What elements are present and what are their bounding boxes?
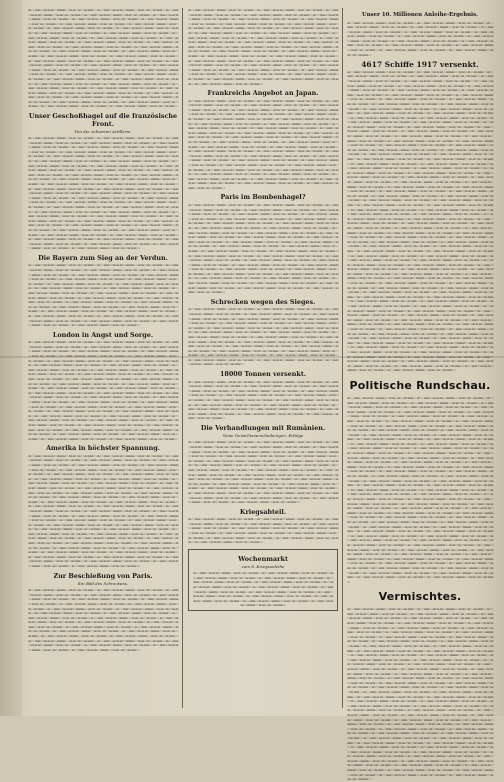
body-text: ▬ ▭ ▬▬ ▭▬ ▬ ▬▭ ▬▬▬ ▭ ▬ ▬▭▬ ▭▬ ▬▬ ▭ ▬ ▭ ▬▬ ▭▬ ▬ ▬▭ ▬▬▬ ▭ ▬ ▬▭▬ ▭▬ ▬▬ ▭ ▬ ▭ ▬▬ ▭▬ ▬ ▬▭ ▬▬▬ ▭ ▬ ▬▭▬ ▭▬ ▬▬ ▭ ▬ ▭ ▬▬ ▭▬ ▬ ▬▭ ▬▬▬ ▭ ▬ ▬▭▬ ▭▬ ▬▬ ▭ ▬ ▭ ▬▬ ▭▬ ▬ ▬▭ ▬▬▬ ▭ ▬ ▬▭▬ ▭▬ ▬▬ ▭ ▬ ▭ ▬▬ ▭▬ ▬ ▬▭ ▬▬▬ ▭ ▬ ▬▭▬ ▭▬ ▬▬ ▭ ▬ ▭ ▬▬ ▭▬ ▬ ▬▭ ▬▬▬ ▭ ▬ ▬▭▬ ▭▬ ▬▬ ▭ ▬ ▭ ▬▬ ▭▬ ▬ ▬▭ ▬▬▬ ▭ ▬ ▬▭▬ ▭▬ ▬▬ ▭ ▬ ▭ ▬▬ ▭▬ ▬ ▬▭ ▬▬▬ ▭ ▬ ▬▭▬ ▭▬ ▬▬ ▭ ▬ ▭ ▬▬ ▭▬ ▬ ▬▭ ▬▬▬ ▭ ▬ ▬▭▬ ▭▬ ▬▬ ▭ ▬ ▭ ▬▬ ▭▬ ▬ ▬▭ ▬▬▬ ▭ ▬ ▬▭▬ ▭▬ ▬▬ ▭ ▬ ▭ ▬▬ ▭▬ ▬ ▬▭ ▬▬▬ ▭ ▬ ▬▭▬ ▭▬ ▬▬ ▭ ▬ ▭ ▬▬ ▭▬ ▬ ▬▭ ▬▬▬ ▭ ▬ ▬▭▬ ▭▬ ▬▬ ▭ ▬ ▭ ▬▬ ▭▬ ▬ ▬▭ ▬▬▬ ▭ ▬ ▬▭▬ ▭▬ ▬▬ ▭ ▬ ▭ ▬▬ ▭▬ ▬ ▬▭ ▬▬▬ ▭ ▬ ▬▭▬ ▭▬ ▬▬ ▭ ▬ ▭ ▬▬ ▭▬ ▬ ▬▭ ▬▬▬ ▭ ▬ ▬▭▬ ▭▬ ▬▬ ▭ ▬ ▭ ▬▬ ▭▬ ▬ ▬▭ ▬▬▬ ▭ ▬ ▬▭▬ ▭▬ ▬▬ ▭ ▬ ▭ ▬▬ ▭▬ ▬ ▬▭ ▬▬▬ ▭ ▬ ▬▭▬ ▭▬ ▬▬ ▭ ▬ ▭ ▬▬ ▭▬ ▬ ▬▭ ▬▬▬ ▭ ▬ ▬▭▬ ▭▬ ▬▬ ▭ ▬ ▭ ▬▬ ▭▬ ▬ ▬▭ ▬▬▬ ▭ ▬ ▬▭▬ ▭▬ ▬▬ ▭ ▬ ▭ ▬▬ ▭▬ ▬ ▬▭ ▬▬▬ ▭ ▬ ▬▭▬ ▭▬ ▬▬ ▭ ▬ ▭ ▬▬ ▭▬ ▬ ▬▭ ▬▬▬ ▭ ▬ ▬▭▬ ▭▬ ▬▬ ▭ ▬ ▭ ▬▬ ▭▬ ▬ ▬▭ ▬▬▬ ▭ ▬ ▬▭▬ ▭▬ ▬▬ ▭ ▬ ▭ ▬▬ ▭▬ ▬ ▬▭ ▬▬▬ ▭ ▬ ▬▭▬ ▭▬ ▬▬ ▭ ▬ ▭ ▬▬ ▭▬ ▬ ▬▭ ▬▬▬ ▭ ▬ ▬▭▬ ▭▬ ▬▬ ▭ ▬ ▭ ▬▬ ▭▬ ▬ ▬▭ ▬▬▬ ▭ ▬ ▬▭▬ ▭▬ ▬▬ ▭ ▬ ▭ ▬▬ ▭▬ ▬ ▬▭ ▬▬▬ ▭ ▬ ▬▭▬ ▭▬ ▬▬ ▭ ▬ ▭ ▬▬ ▭▬ ▬ ▬▭ ▬▬▬ ▭ ▬ ▬▭▬ ▭▬ ▬▬ ▭ ▬ ▭ ▬▬ ▭▬ ▬ ▬▭ ▬▬▬ ▭ ▬ ▬▭▬ ▭▬ ▬▬ ▭ ▬ ▭ ▬▬ ▭▬ ▬ ▬▭ ▬▬▬ ▭ ▬ ▬▭▬ ▭▬ ▬▬ ▭ ▬ ▭ ▬▬ ▭▬ ▬ ▬▭ ▬▬▬ ▭ ▬ ▬▭▬ ▭▬ ▬▬ ▭ ▬ ▭ ▬▬ ▭▬ ▬ ▬▭ ▬▬▬ ▭ ▬ ▬▭▬ ▭▬ ▬▬ ▭ ▬ ▭ ▬▬ ▭▬ ▬ ▬▭ ▬▬▬ ▭ ▬ ▬▭▬ ▭▬ ▬▬ ▭ ▬ ▭ ▬▬ ▭▬ ▬ ▬▭ ▬▬▬ ▭ ▬ ▬▭▬ ▭▬ ▬▬ ▭ ▬ ▭ ▬▬ ▭▬ ▬ ▬▭ ▬▬▬ ▭ ▬ ▬▭▬ ▭▬ ▬▬ ▭ ▬ ▭ ▬▬ ▭▬ ▬ ▬▭ ▬▬▬ ▭ ▬ ▬▭▬ ▭▬ ▬▬ ▭ ▬ ▭ ▬▬ ▭▬ ▬ ▬▭ ▬▬▬ ▭ ▬ ▬▭▬ ▭▬ ▬▬ ▭ ▬ ▭ ▬▬ ▭▬ ▬ ▬▭ ▬▬▬ ▭ ▬ ▬▭▬ ▭▬ ▬▬ ▭ ▬ ▭ ▬▬ ▭▬ ▬ ▬▭ ▬▬▬ ▭ ▬ ▬▭▬ ▭▬ ▬▬ ▭ ▬ ▭ ▬▬ ▭▬ ▬ ▬▭ ▬▬▬ ▭ ▬ ▬▭▬ ▭▬ ▬▬ ▭ ▬ ▭ ▬▬ ▭▬ ▬ ▬▭ ▬▬▬ ▭ ▬ ▬▭▬ ▭▬ ▬▬ ▭ ▬ ▭ ▬▬ ▭▬ ▬ ▬▭ ▬▬▬ ▭ ▬ ▬▭▬ ▭▬ ▬▬ ▭: [188, 98, 338, 190]
body-text: ▬ ▭ ▬▬ ▭▬ ▬ ▬▭ ▬▬▬ ▭ ▬ ▬▭▬ ▭▬ ▬▬ ▭ ▬ ▭ ▬▬ ▭▬ ▬ ▬▭ ▬▬▬ ▭ ▬ ▬▭▬ ▭▬ ▬▬ ▭ ▬ ▭ ▬▬ ▭▬ ▬ ▬▭ ▬▬▬ ▭ ▬ ▬▭▬ ▭▬ ▬▬ ▭ ▬ ▭ ▬▬ ▭▬ ▬ ▬▭ ▬▬▬ ▭ ▬ ▬▭▬ ▭▬ ▬▬ ▭ ▬ ▭ ▬▬ ▭▬ ▬ ▬▭ ▬▬▬ ▭ ▬ ▬▭▬ ▭▬ ▬▬ ▭ ▬ ▭ ▬▬ ▭▬ ▬ ▬▭ ▬▬▬ ▭ ▬ ▬▭▬ ▭▬ ▬▬ ▭ ▬ ▭ ▬▬ ▭▬ ▬ ▬▭ ▬▬▬ ▭ ▬ ▬▭▬ ▭▬ ▬▬ ▭ ▬ ▭ ▬▬ ▭▬ ▬ ▬▭ ▬▬▬ ▭ ▬ ▬▭▬ ▭▬ ▬▬ ▭ ▬ ▭ ▬▬ ▭▬ ▬ ▬▭ ▬▬▬ ▭ ▬ ▬▭▬ ▭▬ ▬▬ ▭ ▬ ▭ ▬▬ ▭▬ ▬ ▬▭ ▬▬▬ ▭ ▬ ▬▭▬ ▭▬ ▬▬ ▭ ▬ ▭ ▬▬ ▭▬ ▬ ▬▭ ▬▬▬ ▭ ▬ ▬▭▬ ▭▬ ▬▬ ▭ ▬ ▭ ▬▬ ▭▬ ▬ ▬▭ ▬▬▬ ▭ ▬ ▬▭▬ ▭▬ ▬▬ ▭ ▬ ▭ ▬▬ ▭▬ ▬ ▬▭ ▬▬▬ ▭ ▬ ▬▭▬ ▭▬ ▬▬ ▭ ▬ ▭ ▬▬ ▭▬ ▬ ▬▭ ▬▬▬ ▭ ▬ ▬▭▬ ▭▬ ▬▬ ▭ ▬ ▭ ▬▬ ▭▬ ▬ ▬▭ ▬▬▬ ▭ ▬ ▬▭▬ ▭▬ ▬▬ ▭ ▬ ▭ ▬▬ ▭▬ ▬ ▬▭ ▬▬▬ ▭ ▬ ▬▭▬ ▭▬ ▬▬ ▭ ▬ ▭ ▬▬ ▭▬ ▬ ▬▭ ▬▬▬ ▭ ▬ ▬▭▬ ▭▬ ▬▬ ▭ ▬ ▭ ▬▬ ▭▬ ▬ ▬▭ ▬▬▬ ▭ ▬ ▬▭▬ ▭▬ ▬▬ ▭ ▬ ▭ ▬▬ ▭▬ ▬ ▬▭ ▬▬▬ ▭ ▬ ▬▭▬ ▭▬ ▬▬ ▭ ▬ ▭ ▬▬ ▭▬ ▬ ▬▭ ▬▬▬ ▭ ▬ ▬▭▬ ▭▬ ▬▬ ▭ ▬ ▭ ▬▬ ▭▬ ▬ ▬▭ ▬▬▬ ▭ ▬ ▬▭▬ ▭▬ ▬▬ ▭ ▬ ▭ ▬▬ ▭▬ ▬ ▬▭ ▬▬▬ ▭ ▬ ▬▭▬ ▭▬ ▬▬ ▭ ▬ ▭ ▬▬ ▭▬ ▬ ▬▭ ▬▬▬ ▭ ▬ ▬▭▬ ▭▬ ▬▬ ▭ ▬ ▭ ▬▬ ▭▬ ▬ ▬▭ ▬▬▬ ▭ ▬ ▬▭▬ ▭▬ ▬▬ ▭ ▬ ▭ ▬▬ ▭▬ ▬ ▬▭ ▬▬▬ ▭ ▬ ▬▭▬ ▭▬ ▬▬ ▭ ▬ ▭ ▬▬ ▭▬ ▬ ▬▭ ▬▬▬ ▭ ▬ ▬▭▬ ▭▬ ▬▬ ▭ ▬ ▭ ▬▬ ▭▬ ▬ ▬▭ ▬▬▬ ▭ ▬ ▬▭▬ ▭▬ ▬▬ ▭ ▬ ▭ ▬▬ ▭▬ ▬ ▬▭ ▬▬▬ ▭ ▬ ▬▭▬ ▭▬ ▬▬ ▭ ▬ ▭ ▬▬ ▭▬ ▬ ▬▭ ▬▬▬ ▭ ▬ ▬▭▬ ▭▬ ▬▬ ▭ ▬ ▭ ▬▬ ▭▬ ▬ ▬▭ ▬▬▬ ▭ ▬ ▬▭▬ ▭▬ ▬▬ ▭ ▬ ▭ ▬▬ ▭▬ ▬ ▬▭ ▬▬▬ ▭ ▬ ▬▭▬ ▭▬ ▬▬ ▭ ▬ ▭ ▬▬ ▭▬ ▬ ▬▭ ▬▬▬ ▭ ▬ ▬▭▬ ▭▬ ▬▬ ▭ ▬ ▭ ▬▬ ▭▬ ▬ ▬▭ ▬▬▬ ▭ ▬ ▬▭▬ ▭▬ ▬▬ ▭ ▬ ▭ ▬▬ ▭▬ ▬ ▬▭ ▬▬▬ ▭ ▬ ▬▭▬ ▭▬ ▬▬ ▭ ▬ ▭ ▬▬ ▭▬ ▬ ▬▭ ▬▬▬ ▭ ▬ ▬▭▬ ▭▬ ▬▬ ▭ ▬ ▭ ▬▬ ▭▬ ▬ ▬▭ ▬▬▬ ▭ ▬ ▬▭▬ ▭▬ ▬▬ ▭ ▬ ▭ ▬▬ ▭▬ ▬ ▬▭ ▬▬▬ ▭ ▬ ▬▭▬ ▭▬ ▬▬ ▭ ▬ ▭ ▬▬ ▭▬ ▬ ▬▭ ▬▬▬ ▭ ▬ ▬▭▬ ▭▬ ▬▬ ▭ ▬ ▭ ▬▬ ▭▬ ▬ ▬▭ ▬▬▬ ▭ ▬ ▬▭▬ ▭▬ ▬▬ ▭ ▬ ▭ ▬▬ ▭▬ ▬ ▬▭ ▬▬▬ ▭ ▬ ▬▭▬ ▭▬ ▬▬ ▭ ▬ ▭ ▬▬ ▭▬ ▬ ▬▭ ▬▬▬ ▭ ▬ ▬▭▬ ▭▬ ▬▬ ▭ ▬ ▭ ▬▬ ▭▬ ▬ ▬▭ ▬▬▬ ▭ ▬ ▬▭▬ ▭▬ ▬▬ ▭ ▬ ▭ ▬▬ ▭▬ ▬ ▬▭ ▬▬▬ ▭ ▬ ▬▭▬ ▭▬ ▬▬ ▭ ▬ ▭ ▬▬ ▭▬ ▬ ▬▭ ▬▬▬ ▭ ▬ ▬▭▬ ▭▬ ▬▬ ▭ ▬ ▭ ▬▬ ▭▬ ▬ ▬▭ ▬▬▬ ▭ ▬ ▬▭▬ ▭▬ ▬▬ ▭ ▬ ▭ ▬▬ ▭▬ ▬ ▬▭ ▬▬▬ ▭ ▬ ▬▭▬ ▭▬ ▬▬ ▭ ▬ ▭ ▬▬ ▭▬ ▬ ▬▭ ▬▬▬ ▭ ▬ ▬▭▬ ▭▬ ▬▬ ▭ ▬ ▭ ▬▬ ▭▬ ▬ ▬▭ ▬▬▬ ▭ ▬ ▬▭▬ ▭▬ ▬▬ ▭: [28, 8, 178, 109]
article-heading: Frankreichs Angebot an Japan.: [207, 89, 319, 98]
column-3: [347, 8, 493, 782]
body-text: ▬ ▭ ▬▬ ▭▬ ▬ ▬▭ ▬▬▬ ▭ ▬ ▬▭▬ ▭▬ ▬▬ ▭ ▬ ▭ ▬▬ ▭▬ ▬ ▬▭ ▬▬▬ ▭ ▬ ▬▭▬ ▭▬ ▬▬ ▭ ▬ ▭ ▬▬ ▭▬ ▬ ▬▭ ▬▬▬ ▭ ▬ ▬▭▬ ▭▬ ▬▬ ▭ ▬ ▭ ▬▬ ▭▬ ▬ ▬▭ ▬▬▬ ▭ ▬ ▬▭▬ ▭▬ ▬▬ ▭ ▬ ▭ ▬▬ ▭▬ ▬ ▬▭ ▬▬▬ ▭ ▬ ▬▭▬ ▭▬ ▬▬ ▭ ▬ ▭ ▬▬ ▭▬ ▬ ▬▭ ▬▬▬ ▭ ▬ ▬▭▬ ▭▬ ▬▬ ▭ ▬ ▭ ▬▬ ▭▬ ▬ ▬▭ ▬▬▬ ▭ ▬ ▬▭▬ ▭▬ ▬▬ ▭ ▬ ▭ ▬▬ ▭▬ ▬ ▬▭ ▬▬▬ ▭ ▬ ▬▭▬ ▭▬ ▬▬ ▭ ▬ ▭ ▬▬ ▭▬ ▬ ▬▭ ▬▬▬ ▭ ▬ ▬▭▬ ▭▬ ▬▬ ▭ ▬ ▭ ▬▬ ▭▬ ▬ ▬▭ ▬▬▬ ▭ ▬ ▬▭▬ ▭▬ ▬▬ ▭ ▬ ▭ ▬▬ ▭▬ ▬ ▬▭ ▬▬▬ ▭ ▬ ▬▭▬ ▭▬ ▬▬ ▭ ▬ ▭ ▬▬ ▭▬ ▬ ▬▭ ▬▬▬ ▭ ▬ ▬▭▬ ▭▬ ▬▬ ▭ ▬ ▭ ▬▬ ▭▬ ▬ ▬▭ ▬▬▬ ▭ ▬ ▬▭▬ ▭▬ ▬▬ ▭ ▬ ▭ ▬▬ ▭▬ ▬ ▬▭ ▬▬▬ ▭ ▬ ▬▭▬ ▭▬ ▬▬ ▭ ▬ ▭ ▬▬ ▭▬ ▬ ▬▭ ▬▬▬ ▭ ▬ ▬▭▬ ▭▬ ▬▬ ▭: [347, 20, 493, 57]
article-subheading: Ein Bild des Schreckens.: [77, 581, 129, 587]
column-1: [28, 8, 178, 708]
article-heading: Schrecken wegen des Sieges.: [210, 297, 316, 306]
body-text: ▬ ▭ ▬▬ ▭▬ ▬ ▬▭ ▬▬▬ ▭ ▬ ▬▭▬ ▭▬ ▬▬ ▭ ▬ ▭ ▬▬ ▭▬ ▬ ▬▭ ▬▬▬ ▭ ▬ ▬▭▬ ▭▬ ▬▬ ▭ ▬ ▭ ▬▬ ▭▬ ▬ ▬▭ ▬▬▬ ▭ ▬ ▬▭▬ ▭▬ ▬▬ ▭ ▬ ▭ ▬▬ ▭▬ ▬ ▬▭ ▬▬▬ ▭ ▬ ▬▭▬ ▭▬ ▬▬ ▭ ▬ ▭ ▬▬ ▭▬ ▬ ▬▭ ▬▬▬ ▭ ▬ ▬▭▬ ▭▬ ▬▬ ▭ ▬ ▭ ▬▬ ▭▬ ▬ ▬▭ ▬▬▬ ▭ ▬ ▬▭▬ ▭▬ ▬▬ ▭ ▬ ▭ ▬▬ ▭▬ ▬ ▬▭ ▬▬▬ ▭ ▬ ▬▭▬ ▭▬ ▬▬ ▭ ▬ ▭ ▬▬ ▭▬ ▬ ▬▭ ▬▬▬ ▭ ▬ ▬▭▬ ▭▬ ▬▬ ▭ ▬ ▭ ▬▬ ▭▬ ▬ ▬▭ ▬▬▬ ▭ ▬ ▬▭▬ ▭▬ ▬▬ ▭ ▬ ▭ ▬▬ ▭▬ ▬ ▬▭ ▬▬▬ ▭ ▬ ▬▭▬ ▭▬ ▬▬ ▭ ▬ ▭ ▬▬ ▭▬ ▬ ▬▭ ▬▬▬ ▭ ▬ ▬▭▬ ▭▬ ▬▬ ▭ ▬ ▭ ▬▬ ▭▬ ▬ ▬▭ ▬▬▬ ▭ ▬ ▬▭▬ ▭▬ ▬▬ ▭ ▬ ▭ ▬▬ ▭▬ ▬ ▬▭ ▬▬▬ ▭ ▬ ▬▭▬ ▭▬ ▬▬ ▭ ▬ ▭ ▬▬ ▭▬ ▬ ▬▭ ▬▬▬ ▭ ▬ ▬▭▬ ▭▬ ▬▬ ▭ ▬ ▭ ▬▬ ▭▬ ▬ ▬▭ ▬▬▬ ▭ ▬ ▬▭▬ ▭▬ ▬▬ ▭ ▬ ▭ ▬▬ ▭▬ ▬ ▬▭ ▬▬▬ ▭ ▬ ▬▭▬ ▭▬ ▬▬ ▭ ▬ ▭ ▬▬ ▭▬ ▬ ▬▭ ▬▬▬ ▭ ▬ ▬▭▬ ▭▬ ▬▬ ▭ ▬ ▭ ▬▬ ▭▬ ▬ ▬▭ ▬▬▬ ▭ ▬ ▬▭▬ ▭▬ ▬▬ ▭ ▬ ▭ ▬▬ ▭▬ ▬ ▬▭ ▬▬▬ ▭ ▬ ▬▭▬ ▭▬ ▬▬ ▭ ▬ ▭ ▬▬ ▭▬ ▬ ▬▭ ▬▬▬ ▭ ▬ ▬▭▬ ▭▬ ▬▬ ▭ ▬ ▭ ▬▬ ▭▬ ▬ ▬▭ ▬▬▬ ▭ ▬ ▬▭▬ ▭▬ ▬▬ ▭ ▬ ▭ ▬▬ ▭▬ ▬ ▬▭ ▬▬▬ ▭ ▬ ▬▭▬ ▭▬ ▬▬ ▭ ▬ ▭ ▬▬ ▭▬ ▬ ▬▭ ▬▬▬ ▭ ▬ ▬▭▬ ▭▬ ▬▬ ▭ ▬ ▭ ▬▬ ▭▬ ▬ ▬▭ ▬▬▬ ▭ ▬ ▬▭▬ ▭▬ ▬▬ ▭ ▬ ▭ ▬▬ ▭▬ ▬ ▬▭ ▬▬▬ ▭ ▬ ▬▭▬ ▭▬ ▬▬ ▭ ▬ ▭ ▬▬ ▭▬ ▬ ▬▭ ▬▬▬ ▭ ▬ ▬▭▬ ▭▬ ▬▬ ▭ ▬ ▭ ▬▬ ▭▬ ▬ ▬▭ ▬▬▬ ▭ ▬ ▬▭▬ ▭▬ ▬▬ ▭ ▬ ▭ ▬▬ ▭▬ ▬ ▬▭ ▬▬▬ ▭ ▬ ▬▭▬ ▭▬ ▬▬ ▭ ▬ ▭ ▬▬ ▭▬ ▬ ▬▭ ▬▬▬ ▭ ▬ ▬▭▬ ▭▬ ▬▬ ▭ ▬ ▭ ▬▬ ▭▬ ▬ ▬▭ ▬▬▬ ▭ ▬ ▬▭▬ ▭▬ ▬▬ ▭ ▬ ▭ ▬▬ ▭▬ ▬ ▬▭ ▬▬▬ ▭ ▬ ▬▭▬ ▭▬ ▬▬ ▭ ▬ ▭ ▬▬ ▭▬ ▬ ▬▭ ▬▬▬ ▭ ▬ ▬▭▬ ▭▬ ▬▬ ▭ ▬ ▭ ▬▬ ▭▬ ▬ ▬▭ ▬▬▬ ▭ ▬ ▬▭▬ ▭▬ ▬▬ ▭ ▬ ▭ ▬▬ ▭▬ ▬ ▬▭ ▬▬▬ ▭ ▬ ▬▭▬ ▭▬ ▬▬ ▭ ▬ ▭ ▬▬ ▭▬ ▬ ▬▭ ▬▬▬ ▭ ▬ ▬▭▬ ▭▬ ▬▬ ▭ ▬ ▭ ▬▬ ▭▬ ▬ ▬▭ ▬▬▬ ▭ ▬ ▬▭▬ ▭▬ ▬▬ ▭ ▬ ▭ ▬▬ ▭▬ ▬ ▬▭ ▬▬▬ ▭ ▬ ▬▭▬ ▭▬ ▬▬ ▭ ▬ ▭ ▬▬ ▭▬ ▬ ▬▭ ▬▬▬ ▭ ▬ ▬▭▬ ▭▬ ▬▬ ▭ ▬ ▭ ▬▬ ▭▬ ▬ ▬▭ ▬▬▬ ▭ ▬ ▬▭▬ ▭▬ ▬▬ ▭ ▬ ▭ ▬▬ ▭▬ ▬ ▬▭ ▬▬▬ ▭ ▬ ▬▭▬ ▭▬ ▬▬ ▭ ▬ ▭ ▬▬ ▭▬ ▬ ▬▭ ▬▬▬ ▭ ▬ ▬▭▬ ▭▬ ▬▬ ▭ ▬ ▭ ▬▬ ▭▬ ▬ ▬▭ ▬▬▬ ▭ ▬ ▬▭▬ ▭▬ ▬▬ ▭ ▬ ▭ ▬▬ ▭▬ ▬ ▬▭ ▬▬▬ ▭ ▬ ▬▭▬ ▭▬ ▬▬ ▭ ▬ ▭ ▬▬ ▭▬ ▬ ▬▭ ▬▬▬ ▭ ▬ ▬▭▬ ▭▬ ▬▬ ▭ ▬ ▭ ▬▬ ▭▬ ▬ ▬▭ ▬▬▬ ▭ ▬ ▬▭▬ ▭▬ ▬▬ ▭ ▬ ▭ ▬▬ ▭▬ ▬ ▬▭ ▬▬▬ ▭ ▬ ▬▭▬ ▭▬ ▬▬ ▭ ▬ ▭ ▬▬ ▭▬ ▬ ▬▭ ▬▬▬ ▭ ▬ ▬▭▬ ▭▬ ▬▬ ▭ ▬ ▭ ▬▬ ▭▬ ▬ ▬▭ ▬▬▬ ▭ ▬ ▬▭▬ ▭▬ ▬▬ ▭ ▬ ▭ ▬▬ ▭▬ ▬ ▬▭ ▬▬▬ ▭ ▬ ▬▭▬ ▭▬ ▬▬ ▭ ▬ ▭ ▬▬ ▭▬ ▬ ▬▭ ▬▬▬ ▭ ▬ ▬▭▬ ▭▬ ▬▬ ▭ ▬ ▭ ▬▬ ▭▬ ▬ ▬▭ ▬▬▬ ▭ ▬ ▬▭▬ ▭▬ ▬▬ ▭ ▬ ▭ ▬▬ ▭▬ ▬ ▬▭ ▬▬▬ ▭ ▬ ▬▭▬ ▭▬ ▬▬ ▭ ▬ ▭ ▬▬ ▭▬ ▬ ▬▭ ▬▬▬ ▭ ▬ ▬▭▬ ▭▬ ▬▬ ▭ ▬ ▭ ▬▬ ▭▬ ▬ ▬▭ ▬▬▬ ▭ ▬ ▬▭▬ ▭▬ ▬▬ ▭ ▬ ▭ ▬▬ ▭▬ ▬ ▬▭ ▬▬▬ ▭ ▬ ▬▭▬ ▭▬ ▬▬ ▭ ▬ ▭ ▬▬ ▭▬ ▬ ▬▭ ▬▬▬ ▭ ▬ ▬▭▬ ▭▬ ▬▬ ▭ ▬ ▭ ▬▬ ▭▬ ▬ ▬▭ ▬▬▬ ▭ ▬ ▬▭▬ ▭▬ ▬▬ ▭ ▬ ▭ ▬▬ ▭▬ ▬ ▬▭ ▬▬▬ ▭ ▬ ▬▭▬ ▭▬ ▬▬ ▭ ▬ ▭ ▬▬ ▭▬ ▬ ▬▭ ▬▬▬ ▭ ▬ ▬▭▬ ▭▬ ▬▬ ▭ ▬ ▭ ▬▬ ▭▬ ▬ ▬▭ ▬▬▬ ▭ ▬ ▬▭▬ ▭▬ ▬▬ ▭ ▬ ▭ ▬▬ ▭▬ ▬ ▬▭ ▬▬▬ ▭ ▬ ▬▭▬ ▭▬ ▬▬ ▭ ▬ ▭ ▬▬ ▭▬ ▬ ▬▭ ▬▬▬ ▭ ▬ ▬▭▬ ▭▬ ▬▬ ▭ ▬ ▭ ▬▬ ▭▬ ▬ ▬▭ ▬▬▬ ▭ ▬ ▬▭▬ ▭▬ ▬▬ ▭ ▬ ▭ ▬▬ ▭▬ ▬ ▬▭ ▬▬▬ ▭ ▬ ▬▭▬ ▭▬ ▬▬ ▭ ▬ ▭ ▬▬ ▭▬ ▬ ▬▭ ▬▬▬ ▭ ▬ ▬▭▬ ▭▬ ▬▬ ▭ ▬ ▭ ▬▬ ▭▬ ▬ ▬▭ ▬▬▬ ▭ ▬ ▬▭▬ ▭▬ ▬▬ ▭ ▬ ▭ ▬▬ ▭▬ ▬ ▬▭ ▬▬▬ ▭ ▬ ▬▭▬ ▭▬ ▬▬ ▭ ▬ ▭ ▬▬ ▭▬ ▬ ▬▭ ▬▬▬ ▭ ▬ ▬▭▬ ▭▬ ▬▬ ▭ ▬ ▭ ▬▬ ▭▬ ▬ ▬▭ ▬▬▬ ▭ ▬ ▬▭▬ ▭▬ ▬▬ ▭ ▬ ▭ ▬▬ ▭▬ ▬ ▬▭ ▬▬▬ ▭ ▬ ▬▭▬ ▭▬ ▬▬ ▭ ▬ ▭ ▬▬ ▭▬ ▬ ▬▭ ▬▬▬ ▭ ▬ ▬▭▬ ▭▬ ▬▬ ▭ ▬ ▭ ▬▬ ▭▬ ▬ ▬▭ ▬▬▬ ▭ ▬ ▬▭▬ ▭▬ ▬▬ ▭ ▬ ▭ ▬▬ ▭▬ ▬ ▬▭ ▬▬▬ ▭ ▬ ▬▭▬ ▭▬ ▬▬ ▭ ▬ ▭ ▬▬ ▭▬ ▬ ▬▭ ▬▬▬ ▭ ▬ ▬▭▬ ▭▬ ▬▬ ▭ ▬ ▭ ▬▬ ▭▬ ▬ ▬▭ ▬▬▬ ▭ ▬ ▬▭▬ ▭▬ ▬▬ ▭ ▬ ▭ ▬▬ ▭▬ ▬ ▬▭ ▬▬▬ ▭ ▬ ▬▭▬ ▭▬ ▬▬ ▭ ▬ ▭ ▬▬ ▭▬ ▬ ▬▭ ▬▬▬ ▭ ▬ ▬▭▬ ▭▬ ▬▬ ▭ ▬ ▭ ▬▬ ▭▬ ▬ ▬▭ ▬▬▬ ▭ ▬ ▬▭▬ ▭▬ ▬▬ ▭: [347, 607, 493, 782]
article-subheading: Neue Gewichtsverschiebungen. Erfolge: [222, 433, 304, 439]
section-heading: Politische Rundschau.: [349, 378, 491, 392]
body-text: ▬ ▭ ▬▬ ▭▬ ▬ ▬▭ ▬▬▬ ▭ ▬ ▬▭▬ ▭▬ ▬▬ ▭ ▬ ▭ ▬▬ ▭▬ ▬ ▬▭ ▬▬▬ ▭ ▬ ▬▭▬ ▭▬ ▬▬ ▭ ▬ ▭ ▬▬ ▭▬ ▬ ▬▭ ▬▬▬ ▭ ▬ ▬▭▬ ▭▬ ▬▬ ▭ ▬ ▭ ▬▬ ▭▬ ▬ ▬▭ ▬▬▬ ▭ ▬ ▬▭▬ ▭▬ ▬▬ ▭ ▬ ▭ ▬▬ ▭▬ ▬ ▬▭ ▬▬▬ ▭ ▬ ▬▭▬ ▭▬ ▬▬ ▭ ▬ ▭ ▬▬ ▭▬ ▬ ▬▭ ▬▬▬ ▭ ▬ ▬▭▬ ▭▬ ▬▬ ▭ ▬ ▭ ▬▬ ▭▬ ▬ ▬▭ ▬▬▬ ▭ ▬ ▬▭▬ ▭▬ ▬▬ ▭ ▬ ▭ ▬▬ ▭▬ ▬ ▬▭ ▬▬▬ ▭ ▬ ▬▭▬ ▭▬ ▬▬ ▭ ▬ ▭ ▬▬ ▭▬ ▬ ▬▭ ▬▬▬ ▭ ▬ ▬▭▬ ▭▬ ▬▬ ▭ ▬ ▭ ▬▬ ▭▬ ▬ ▬▭ ▬▬▬ ▭ ▬ ▬▭▬ ▭▬ ▬▬ ▭ ▬ ▭ ▬▬ ▭▬ ▬ ▬▭ ▬▬▬ ▭ ▬ ▬▭▬ ▭▬ ▬▬ ▭ ▬ ▭ ▬▬ ▭▬ ▬ ▬▭ ▬▬▬ ▭ ▬ ▬▭▬ ▭▬ ▬▬ ▭ ▬ ▭ ▬▬ ▭▬ ▬ ▬▭ ▬▬▬ ▭ ▬ ▬▭▬ ▭▬ ▬▬ ▭ ▬ ▭ ▬▬ ▭▬ ▬ ▬▭ ▬▬▬ ▭ ▬ ▬▭▬ ▭▬ ▬▬ ▭ ▬ ▭ ▬▬ ▭▬ ▬ ▬▭ ▬▬▬ ▭ ▬ ▬▭▬ ▭▬ ▬▬ ▭ ▬ ▭ ▬▬ ▭▬ ▬ ▬▭ ▬▬▬ ▭ ▬ ▬▭▬ ▭▬ ▬▬ ▭ ▬ ▭ ▬▬ ▭▬ ▬ ▬▭ ▬▬▬ ▭ ▬ ▬▭▬ ▭▬ ▬▬ ▭ ▬ ▭ ▬▬ ▭▬ ▬ ▬▭ ▬▬▬ ▭ ▬ ▬▭▬ ▭▬ ▬▬ ▭ ▬ ▭ ▬▬ ▭▬ ▬ ▬▭ ▬▬▬ ▭ ▬ ▬▭▬ ▭▬ ▬▬ ▭ ▬ ▭ ▬▬ ▭▬ ▬ ▬▭ ▬▬▬ ▭ ▬ ▬▭▬ ▭▬ ▬▬ ▭ ▬ ▭ ▬▬ ▭▬ ▬ ▬▭ ▬▬▬ ▭ ▬ ▬▭▬ ▭▬ ▬▬ ▭ ▬ ▭ ▬▬ ▭▬ ▬ ▬▭ ▬▬▬ ▭ ▬ ▬▭▬ ▭▬ ▬▬ ▭ ▬ ▭ ▬▬ ▭▬ ▬ ▬▭ ▬▬▬ ▭ ▬ ▬▭▬ ▭▬ ▬▬ ▭ ▬ ▭ ▬▬ ▭▬ ▬ ▬▭ ▬▬▬ ▭ ▬ ▬▭▬ ▭▬ ▬▬ ▭ ▬ ▭ ▬▬ ▭▬ ▬ ▬▭ ▬▬▬ ▭ ▬ ▬▭▬ ▭▬ ▬▬ ▭ ▬ ▭ ▬▬ ▭▬ ▬ ▬▭ ▬▬▬ ▭ ▬ ▬▭▬ ▭▬ ▬▬ ▭ ▬ ▭ ▬▬ ▭▬ ▬ ▬▭ ▬▬▬ ▭ ▬ ▬▭▬ ▭▬ ▬▬ ▭ ▬ ▭ ▬▬ ▭▬ ▬ ▬▭ ▬▬▬ ▭ ▬ ▬▭▬ ▭▬ ▬▬ ▭ ▬ ▭ ▬▬ ▭▬ ▬ ▬▭ ▬▬▬ ▭ ▬ ▬▭▬ ▭▬ ▬▬ ▭ ▬ ▭ ▬▬ ▭▬ ▬ ▬▭ ▬▬▬ ▭ ▬ ▬▭▬ ▭▬ ▬▬ ▭: [28, 263, 178, 328]
article-heading: Die Verhandlungen mit Rumänien.: [200, 423, 326, 432]
body-text: ▬ ▭ ▬▬ ▭▬ ▬ ▬▭ ▬▬▬ ▭ ▬ ▬▭▬ ▭▬ ▬▬ ▭ ▬ ▭ ▬▬ ▭▬ ▬ ▬▭ ▬▬▬ ▭ ▬ ▬▭▬ ▭▬ ▬▬ ▭ ▬ ▭ ▬▬ ▭▬ ▬ ▬▭ ▬▬▬ ▭ ▬ ▬▭▬ ▭▬ ▬▬ ▭ ▬ ▭ ▬▬ ▭▬ ▬ ▬▭ ▬▬▬ ▭ ▬ ▬▭▬ ▭▬ ▬▬ ▭ ▬ ▭ ▬▬ ▭▬ ▬ ▬▭ ▬▬▬ ▭ ▬ ▬▭▬ ▭▬ ▬▬ ▭ ▬ ▭ ▬▬ ▭▬ ▬ ▬▭ ▬▬▬ ▭ ▬ ▬▭▬ ▭▬ ▬▬ ▭ ▬ ▭ ▬▬ ▭▬ ▬ ▬▭ ▬▬▬ ▭ ▬ ▬▭▬ ▭▬ ▬▬ ▭ ▬ ▭ ▬▬ ▭▬ ▬ ▬▭ ▬▬▬ ▭ ▬ ▬▭▬ ▭▬ ▬▬ ▭ ▬ ▭ ▬▬ ▭▬ ▬ ▬▭ ▬▬▬ ▭ ▬ ▬▭▬ ▭▬ ▬▬ ▭ ▬ ▭ ▬▬ ▭▬ ▬ ▬▭ ▬▬▬ ▭ ▬ ▬▭▬ ▭▬ ▬▬ ▭ ▬ ▭ ▬▬ ▭▬ ▬ ▬▭ ▬▬▬ ▭ ▬ ▬▭▬ ▭▬ ▬▬ ▭ ▬ ▭ ▬▬ ▭▬ ▬ ▬▭ ▬▬▬ ▭ ▬ ▬▭▬ ▭▬ ▬▬ ▭ ▬ ▭ ▬▬ ▭▬ ▬ ▬▭ ▬▬▬ ▭ ▬ ▬▭▬ ▭▬ ▬▬ ▭ ▬ ▭ ▬▬ ▭▬ ▬ ▬▭ ▬▬▬ ▭ ▬ ▬▭▬ ▭▬ ▬▬ ▭ ▬ ▭ ▬▬ ▭▬ ▬ ▬▭ ▬▬▬ ▭ ▬ ▬▭▬ ▭▬ ▬▬ ▭ ▬ ▭ ▬▬ ▭▬ ▬ ▬▭ ▬▬▬ ▭ ▬ ▬▭▬ ▭▬ ▬▬ ▭ ▬ ▭ ▬▬ ▭▬ ▬ ▬▭ ▬▬▬ ▭ ▬ ▬▭▬ ▭▬ ▬▬ ▭ ▬ ▭ ▬▬ ▭▬ ▬ ▬▭ ▬▬▬ ▭ ▬ ▬▭▬ ▭▬ ▬▬ ▭ ▬ ▭ ▬▬ ▭▬ ▬ ▬▭ ▬▬▬ ▭ ▬ ▬▭▬ ▭▬ ▬▬ ▭ ▬ ▭ ▬▬ ▭▬ ▬ ▬▭ ▬▬▬ ▭ ▬ ▬▭▬ ▭▬ ▬▬ ▭ ▬ ▭ ▬▬ ▭▬ ▬ ▬▭ ▬▬▬ ▭ ▬ ▬▭▬ ▭▬ ▬▬ ▭ ▬ ▭ ▬▬ ▭▬ ▬ ▬▭ ▬▬▬ ▭ ▬ ▬▭▬ ▭▬ ▬▬ ▭ ▬ ▭ ▬▬ ▭▬ ▬ ▬▭ ▬▬▬ ▭ ▬ ▬▭▬ ▭▬ ▬▬ ▭ ▬ ▭ ▬▬ ▭▬ ▬ ▬▭ ▬▬▬ ▭ ▬ ▬▭▬ ▭▬ ▬▬ ▭ ▬ ▭ ▬▬ ▭▬ ▬ ▬▭ ▬▬▬ ▭ ▬ ▬▭▬ ▭▬ ▬▬ ▭ ▬ ▭ ▬▬ ▭▬ ▬ ▬▭ ▬▬▬ ▭ ▬ ▬▭▬ ▭▬ ▬▬ ▭ ▬ ▭ ▬▬ ▭▬ ▬ ▬▭ ▬▬▬ ▭ ▬ ▬▭▬ ▭▬ ▬▬ ▭ ▬ ▭ ▬▬ ▭▬ ▬ ▬▭ ▬▬▬ ▭ ▬ ▬▭▬ ▭▬ ▬▬ ▭ ▬ ▭ ▬▬ ▭▬ ▬ ▬▭ ▬▬▬ ▭ ▬ ▬▭▬ ▭▬ ▬▬ ▭ ▬ ▭ ▬▬ ▭▬ ▬ ▬▭ ▬▬▬ ▭ ▬ ▬▭▬ ▭▬ ▬▬ ▭: [188, 440, 338, 505]
article-heading: Unser 10. Millionen Anleihe-Ergebnis.: [362, 12, 478, 18]
column-rule: [342, 8, 343, 708]
column-2: [188, 8, 338, 708]
body-text: ▬ ▭ ▬▬ ▭▬ ▬ ▬▭ ▬▬▬ ▭ ▬ ▬▭▬ ▭▬ ▬▬ ▭ ▬ ▭ ▬▬ ▭▬ ▬ ▬▭ ▬▬▬ ▭ ▬ ▬▭▬ ▭▬ ▬▬ ▭ ▬ ▭ ▬▬ ▭▬ ▬ ▬▭ ▬▬▬ ▭ ▬ ▬▭▬ ▭▬ ▬▬ ▭ ▬ ▭ ▬▬ ▭▬ ▬ ▬▭ ▬▬▬ ▭ ▬ ▬▭▬ ▭▬ ▬▬ ▭ ▬ ▭ ▬▬ ▭▬ ▬ ▬▭ ▬▬▬ ▭ ▬ ▬▭▬ ▭▬ ▬▬ ▭ ▬ ▭ ▬▬ ▭▬ ▬ ▬▭ ▬▬▬ ▭ ▬ ▬▭▬ ▭▬ ▬▬ ▭ ▬ ▭ ▬▬ ▭▬ ▬ ▬▭ ▬▬▬ ▭ ▬ ▬▭▬ ▭▬ ▬▬ ▭ ▬ ▭ ▬▬ ▭▬ ▬ ▬▭ ▬▬▬ ▭ ▬ ▬▭▬ ▭▬ ▬▬ ▭ ▬ ▭ ▬▬ ▭▬ ▬ ▬▭ ▬▬▬ ▭ ▬ ▬▭▬ ▭▬ ▬▬ ▭ ▬ ▭ ▬▬ ▭▬ ▬ ▬▭ ▬▬▬ ▭ ▬ ▬▭▬ ▭▬ ▬▬ ▭ ▬ ▭ ▬▬ ▭▬ ▬ ▬▭ ▬▬▬ ▭ ▬ ▬▭▬ ▭▬ ▬▬ ▭ ▬ ▭ ▬▬ ▭▬ ▬ ▬▭ ▬▬▬ ▭ ▬ ▬▭▬ ▭▬ ▬▬ ▭ ▬ ▭ ▬▬ ▭▬ ▬ ▬▭ ▬▬▬ ▭ ▬ ▬▭▬ ▭▬ ▬▬ ▭ ▬ ▭ ▬▬ ▭▬ ▬ ▬▭ ▬▬▬ ▭ ▬ ▬▭▬ ▭▬ ▬▬ ▭ ▬ ▭ ▬▬ ▭▬ ▬ ▬▭ ▬▬▬ ▭ ▬ ▬▭▬ ▭▬ ▬▬ ▭ ▬ ▭ ▬▬ ▭▬ ▬ ▬▭ ▬▬▬ ▭ ▬ ▬▭▬ ▭▬ ▬▬ ▭ ▬ ▭ ▬▬ ▭▬ ▬ ▬▭ ▬▬▬ ▭ ▬ ▬▭▬ ▭▬ ▬▬ ▭ ▬ ▭ ▬▬ ▭▬ ▬ ▬▭ ▬▬▬ ▭ ▬ ▬▭▬ ▭▬ ▬▬ ▭ ▬ ▭ ▬▬ ▭▬ ▬ ▬▭ ▬▬▬ ▭ ▬ ▬▭▬ ▭▬ ▬▬ ▭ ▬ ▭ ▬▬ ▭▬ ▬ ▬▭ ▬▬▬ ▭ ▬ ▬▭▬ ▭▬ ▬▬ ▭ ▬ ▭ ▬▬ ▭▬ ▬ ▬▭ ▬▬▬ ▭ ▬ ▬▭▬ ▭▬ ▬▬ ▭ ▬ ▭ ▬▬ ▭▬ ▬ ▬▭ ▬▬▬ ▭ ▬ ▬▭▬ ▭▬ ▬▬ ▭ ▬ ▭ ▬▬ ▭▬ ▬ ▬▭ ▬▬▬ ▭ ▬ ▬▭▬ ▭▬ ▬▬ ▭ ▬ ▭ ▬▬ ▭▬ ▬ ▬▭ ▬▬▬ ▭ ▬ ▬▭▬ ▭▬ ▬▬ ▭ ▬ ▭ ▬▬ ▭▬ ▬ ▬▭ ▬▬▬ ▭ ▬ ▬▭▬ ▭▬ ▬▬ ▭ ▬ ▭ ▬▬ ▭▬ ▬ ▬▭ ▬▬▬ ▭ ▬ ▬▭▬ ▭▬ ▬▬ ▭ ▬ ▭ ▬▬ ▭▬ ▬ ▬▭ ▬▬▬ ▭ ▬ ▬▭▬ ▭▬ ▬▬ ▭ ▬ ▭ ▬▬ ▭▬ ▬ ▬▭ ▬▬▬ ▭ ▬ ▬▭▬ ▭▬ ▬▬ ▭ ▬ ▭ ▬▬ ▭▬ ▬ ▬▭ ▬▬▬ ▭ ▬ ▬▭▬ ▭▬ ▬▬ ▭ ▬ ▭ ▬▬ ▭▬ ▬ ▬▭ ▬▬▬ ▭ ▬ ▬▭▬ ▭▬ ▬▬ ▭ ▬ ▭ ▬▬ ▭▬ ▬ ▬▭ ▬▬▬ ▭ ▬ ▬▭▬ ▭▬ ▬▬ ▭ ▬ ▭ ▬▬ ▭▬ ▬ ▬▭ ▬▬▬ ▭ ▬ ▬▭▬ ▭▬ ▬▬ ▭ ▬ ▭ ▬▬ ▭▬ ▬ ▬▭ ▬▬▬ ▭ ▬ ▬▭▬ ▭▬ ▬▬ ▭ ▬ ▭ ▬▬ ▭▬ ▬ ▬▭ ▬▬▬ ▭ ▬ ▬▭▬ ▭▬ ▬▬ ▭ ▬ ▭ ▬▬ ▭▬ ▬ ▬▭ ▬▬▬ ▭ ▬ ▬▭▬ ▭▬ ▬▬ ▭ ▬ ▭ ▬▬ ▭▬ ▬ ▬▭ ▬▬▬ ▭ ▬ ▬▭▬ ▭▬ ▬▬ ▭ ▬ ▭ ▬▬ ▭▬ ▬ ▬▭ ▬▬▬ ▭ ▬ ▬▭▬ ▭▬ ▬▬ ▭ ▬ ▭ ▬▬ ▭▬ ▬ ▬▭ ▬▬▬ ▭ ▬ ▬▭▬ ▭▬ ▬▬ ▭ ▬ ▭ ▬▬ ▭▬ ▬ ▬▭ ▬▬▬ ▭ ▬ ▬▭▬ ▭▬ ▬▬ ▭ ▬ ▭ ▬▬ ▭▬ ▬ ▬▭ ▬▬▬ ▭ ▬ ▬▭▬ ▭▬ ▬▬ ▭ ▬ ▭ ▬▬ ▭▬ ▬ ▬▭ ▬▬▬ ▭ ▬ ▬▭▬ ▭▬ ▬▬ ▭ ▬ ▭ ▬▬ ▭▬ ▬ ▬▭ ▬▬▬ ▭ ▬ ▬▭▬ ▭▬ ▬▬ ▭ ▬ ▭ ▬▬ ▭▬ ▬ ▬▭ ▬▬▬ ▭ ▬ ▬▭▬ ▭▬ ▬▬ ▭ ▬ ▭ ▬▬ ▭▬ ▬ ▬▭ ▬▬▬ ▭ ▬ ▬▭▬ ▭▬ ▬▬ ▭ ▬ ▭ ▬▬ ▭▬ ▬ ▬▭ ▬▬▬ ▭ ▬ ▬▭▬ ▭▬ ▬▬ ▭ ▬ ▭ ▬▬ ▭▬ ▬ ▬▭ ▬▬▬ ▭ ▬ ▬▭▬ ▭▬ ▬▬ ▭ ▬ ▭ ▬▬ ▭▬ ▬ ▬▭ ▬▬▬ ▭ ▬ ▬▭▬ ▭▬ ▬▬ ▭ ▬ ▭ ▬▬ ▭▬ ▬ ▬▭ ▬▬▬ ▭ ▬ ▬▭▬ ▭▬ ▬▬ ▭ ▬ ▭ ▬▬ ▭▬ ▬ ▬▭ ▬▬▬ ▭ ▬ ▬▭▬ ▭▬ ▬▬ ▭ ▬ ▭ ▬▬ ▭▬ ▬ ▬▭ ▬▬▬ ▭ ▬ ▬▭▬ ▭▬ ▬▬ ▭ ▬ ▭ ▬▬ ▭▬ ▬ ▬▭ ▬▬▬ ▭ ▬ ▬▭▬ ▭▬ ▬▬ ▭ ▬ ▭ ▬▬ ▭▬ ▬ ▬▭ ▬▬▬ ▭ ▬ ▬▭▬ ▭▬ ▬▬ ▭ ▬ ▭ ▬▬ ▭▬ ▬ ▬▭ ▬▬▬ ▭ ▬ ▬▭▬ ▭▬ ▬▬ ▭ ▬ ▭ ▬▬ ▭▬ ▬ ▬▭ ▬▬▬ ▭ ▬ ▬▭▬ ▭▬ ▬▬ ▭: [28, 136, 178, 251]
page-edge: [0, 0, 22, 716]
article-heading: London in Angst und Sorge.: [52, 330, 154, 339]
body-text: ▬ ▭ ▬▬ ▭▬ ▬ ▬▭ ▬▬▬ ▭ ▬ ▬▭▬ ▭▬ ▬▬ ▭ ▬ ▭ ▬▬ ▭▬ ▬ ▬▭ ▬▬▬ ▭ ▬ ▬▭▬ ▭▬ ▬▬ ▭ ▬ ▭ ▬▬ ▭▬ ▬ ▬▭ ▬▬▬ ▭ ▬ ▬▭▬ ▭▬ ▬▬ ▭ ▬ ▭ ▬▬ ▭▬ ▬ ▬▭ ▬▬▬ ▭ ▬ ▬▭▬ ▭▬ ▬▬ ▭ ▬ ▭ ▬▬ ▭▬ ▬ ▬▭ ▬▬▬ ▭ ▬ ▬▭▬ ▭▬ ▬▬ ▭ ▬ ▭ ▬▬ ▭▬ ▬ ▬▭ ▬▬▬ ▭ ▬ ▬▭▬ ▭▬ ▬▬ ▭ ▬ ▭ ▬▬ ▭▬ ▬ ▬▭ ▬▬▬ ▭ ▬ ▬▭▬ ▭▬ ▬▬ ▭ ▬ ▭ ▬▬ ▭▬ ▬ ▬▭ ▬▬▬ ▭ ▬ ▬▭▬ ▭▬ ▬▬ ▭ ▬ ▭ ▬▬ ▭▬ ▬ ▬▭ ▬▬▬ ▭ ▬ ▬▭▬ ▭▬ ▬▬ ▭ ▬ ▭ ▬▬ ▭▬ ▬ ▬▭ ▬▬▬ ▭ ▬ ▬▭▬ ▭▬ ▬▬ ▭ ▬ ▭ ▬▬ ▭▬ ▬ ▬▭ ▬▬▬ ▭ ▬ ▬▭▬ ▭▬ ▬▬ ▭ ▬ ▭ ▬▬ ▭▬ ▬ ▬▭ ▬▬▬ ▭ ▬ ▬▭▬ ▭▬ ▬▬ ▭ ▬ ▭ ▬▬ ▭▬ ▬ ▬▭ ▬▬▬ ▭ ▬ ▬▭▬ ▭▬ ▬▬ ▭ ▬ ▭ ▬▬ ▭▬ ▬ ▬▭ ▬▬▬ ▭ ▬ ▬▭▬ ▭▬ ▬▬ ▭ ▬ ▭ ▬▬ ▭▬ ▬ ▬▭ ▬▬▬ ▭ ▬ ▬▭▬ ▭▬ ▬▬ ▭ ▬ ▭ ▬▬ ▭▬ ▬ ▬▭ ▬▬▬ ▭ ▬ ▬▭▬ ▭▬ ▬▬ ▭ ▬ ▭ ▬▬ ▭▬ ▬ ▬▭ ▬▬▬ ▭ ▬ ▬▭▬ ▭▬ ▬▬ ▭ ▬ ▭ ▬▬ ▭▬ ▬ ▬▭ ▬▬▬ ▭ ▬ ▬▭▬ ▭▬ ▬▬ ▭ ▬ ▭ ▬▬ ▭▬ ▬ ▬▭ ▬▬▬ ▭ ▬ ▬▭▬ ▭▬ ▬▬ ▭ ▬ ▭ ▬▬ ▭▬ ▬ ▬▭ ▬▬▬ ▭ ▬ ▬▭▬ ▭▬ ▬▬ ▭ ▬ ▭ ▬▬ ▭▬ ▬ ▬▭ ▬▬▬ ▭ ▬ ▬▭▬ ▭▬ ▬▬ ▭ ▬ ▭ ▬▬ ▭▬ ▬ ▬▭ ▬▬▬ ▭ ▬ ▬▭▬ ▭▬ ▬▬ ▭ ▬ ▭ ▬▬ ▭▬ ▬ ▬▭ ▬▬▬ ▭ ▬ ▬▭▬ ▭▬ ▬▬ ▭ ▬ ▭ ▬▬ ▭▬ ▬ ▬▭ ▬▬▬ ▭ ▬ ▬▭▬ ▭▬ ▬▬ ▭ ▬ ▭ ▬▬ ▭▬ ▬ ▬▭ ▬▬▬ ▭ ▬ ▬▭▬ ▭▬ ▬▬ ▭ ▬ ▭ ▬▬ ▭▬ ▬ ▬▭ ▬▬▬ ▭ ▬ ▬▭▬ ▭▬ ▬▬ ▭ ▬ ▭ ▬▬ ▭▬ ▬ ▬▭ ▬▬▬ ▭ ▬ ▬▭▬ ▭▬ ▬▬ ▭ ▬ ▭ ▬▬ ▭▬ ▬ ▬▭ ▬▬▬ ▭ ▬ ▬▭▬ ▭▬ ▬▬ ▭ ▬ ▭ ▬▬ ▭▬ ▬ ▬▭ ▬▬▬ ▭ ▬ ▬▭▬ ▭▬ ▬▬ ▭ ▬ ▭ ▬▬ ▭▬ ▬ ▬▭ ▬▬▬ ▭ ▬ ▬▭▬ ▭▬ ▬▬ ▭ ▬ ▭ ▬▬ ▭▬ ▬ ▬▭ ▬▬▬ ▭ ▬ ▬▭▬ ▭▬ ▬▬ ▭ ▬ ▭ ▬▬ ▭▬ ▬ ▬▭ ▬▬▬ ▭ ▬ ▬▭▬ ▭▬ ▬▬ ▭ ▬ ▭ ▬▬ ▭▬ ▬ ▬▭ ▬▬▬ ▭ ▬ ▬▭▬ ▭▬ ▬▬ ▭ ▬ ▭ ▬▬ ▭▬ ▬ ▬▭ ▬▬▬ ▭ ▬ ▬▭▬ ▭▬ ▬▬ ▭ ▬ ▭ ▬▬ ▭▬ ▬ ▬▭ ▬▬▬ ▭ ▬ ▬▭▬ ▭▬ ▬▬ ▭ ▬ ▭ ▬▬ ▭▬ ▬ ▬▭ ▬▬▬ ▭ ▬ ▬▭▬ ▭▬ ▬▬ ▭: [188, 8, 338, 86]
article-heading: Amerika in höchster Spannung.: [46, 444, 160, 453]
article-heading: Die Bayern zum Sieg an der Verdun.: [38, 253, 168, 262]
advertisement-text: ▬ ▭ ▬▬ ▭▬ ▬ ▬▭ ▬▬▬ ▭ ▬ ▬▭▬ ▭▬ ▬▬ ▭ ▬ ▭ ▬▬ ▭▬ ▬ ▬▭ ▬▬▬ ▭ ▬ ▬▭▬ ▭▬ ▬▬ ▭ ▬ ▭ ▬▬ ▭▬ ▬ ▬▭ ▬▬▬ ▭ ▬ ▬▭▬ ▭▬ ▬▬ ▭ ▬ ▭ ▬▬ ▭▬ ▬ ▬▭ ▬▬▬ ▭ ▬ ▬▭▬ ▭▬ ▬▬ ▭ ▬ ▭ ▬▬ ▭▬ ▬ ▬▭ ▬▬▬ ▭ ▬ ▬▭▬ ▭▬ ▬▬ ▭ ▬ ▭ ▬▬ ▭▬ ▬ ▬▭ ▬▬▬ ▭ ▬ ▬▭▬ ▭▬ ▬▬ ▭ ▬ ▭ ▬▬ ▭▬ ▬ ▬▭ ▬▬▬ ▭ ▬ ▬▭▬ ▭▬ ▬▬ ▭ ▬ ▭ ▬▬ ▭▬ ▬ ▬▭ ▬▬▬ ▭ ▬ ▬▭▬ ▭▬ ▬▬ ▭ ▬ ▭ ▬▬ ▭▬ ▬ ▬▭ ▬▬▬ ▭ ▬ ▬▭▬ ▭▬ ▬▬ ▭ ▬ ▭ ▬▬ ▭▬ ▬ ▬▭ ▬▬▬ ▭ ▬ ▬▭▬ ▭▬ ▬▬ ▭ ▬ ▭ ▬▬ ▭▬ ▬ ▬▭ ▬▬▬ ▭ ▬ ▬▭▬ ▭▬ ▬▬ ▭ ▬ ▭ ▬▬ ▭▬ ▬ ▬▭ ▬▬▬ ▭ ▬ ▬▭▬ ▭▬ ▬▬ ▭ ▬ ▭ ▬▬ ▭▬ ▬ ▬▭ ▬▬▬ ▭ ▬ ▬▭▬ ▭▬ ▬▬ ▭ ▬ ▭ ▬▬ ▭▬ ▬ ▬▭ ▬▬▬ ▭ ▬ ▬▭▬ ▭▬ ▬▬ ▭ ▬ ▭ ▬▬ ▭▬ ▬ ▬▭ ▬▬▬ ▭ ▬ ▬▭▬ ▭▬ ▬▬ ▭: [193, 571, 333, 608]
body-text: ▬ ▭ ▬▬ ▭▬ ▬ ▬▭ ▬▬▬ ▭ ▬ ▬▭▬ ▭▬ ▬▬ ▭ ▬ ▭ ▬▬ ▭▬ ▬ ▬▭ ▬▬▬ ▭ ▬ ▬▭▬ ▭▬ ▬▬ ▭ ▬ ▭ ▬▬ ▭▬ ▬ ▬▭ ▬▬▬ ▭ ▬ ▬▭▬ ▭▬ ▬▬ ▭ ▬ ▭ ▬▬ ▭▬ ▬ ▬▭ ▬▬▬ ▭ ▬ ▬▭▬ ▭▬ ▬▬ ▭ ▬ ▭ ▬▬ ▭▬ ▬ ▬▭ ▬▬▬ ▭ ▬ ▬▭▬ ▭▬ ▬▬ ▭ ▬ ▭ ▬▬ ▭▬ ▬ ▬▭ ▬▬▬ ▭ ▬ ▬▭▬ ▭▬ ▬▬ ▭ ▬ ▭ ▬▬ ▭▬ ▬ ▬▭ ▬▬▬ ▭ ▬ ▬▭▬ ▭▬ ▬▬ ▭ ▬ ▭ ▬▬ ▭▬ ▬ ▬▭ ▬▬▬ ▭ ▬ ▬▭▬ ▭▬ ▬▬ ▭ ▬ ▭ ▬▬ ▭▬ ▬ ▬▭ ▬▬▬ ▭ ▬ ▬▭▬ ▭▬ ▬▬ ▭ ▬ ▭ ▬▬ ▭▬ ▬ ▬▭ ▬▬▬ ▭ ▬ ▬▭▬ ▭▬ ▬▬ ▭ ▬ ▭ ▬▬ ▭▬ ▬ ▬▭ ▬▬▬ ▭ ▬ ▬▭▬ ▭▬ ▬▬ ▭ ▬ ▭ ▬▬ ▭▬ ▬ ▬▭ ▬▬▬ ▭ ▬ ▬▭▬ ▭▬ ▬▬ ▭ ▬ ▭ ▬▬ ▭▬ ▬ ▬▭ ▬▬▬ ▭ ▬ ▬▭▬ ▭▬ ▬▬ ▭ ▬ ▭ ▬▬ ▭▬ ▬ ▬▭ ▬▬▬ ▭ ▬ ▬▭▬ ▭▬ ▬▬ ▭ ▬ ▭ ▬▬ ▭▬ ▬ ▬▭ ▬▬▬ ▭ ▬ ▬▭▬ ▭▬ ▬▬ ▭ ▬ ▭ ▬▬ ▭▬ ▬ ▬▭ ▬▬▬ ▭ ▬ ▬▭▬ ▭▬ ▬▬ ▭ ▬ ▭ ▬▬ ▭▬ ▬ ▬▭ ▬▬▬ ▭ ▬ ▬▭▬ ▭▬ ▬▬ ▭ ▬ ▭ ▬▬ ▭▬ ▬ ▬▭ ▬▬▬ ▭ ▬ ▬▭▬ ▭▬ ▬▬ ▭ ▬ ▭ ▬▬ ▭▬ ▬ ▬▭ ▬▬▬ ▭ ▬ ▬▭▬ ▭▬ ▬▬ ▭ ▬ ▭ ▬▬ ▭▬ ▬ ▬▭ ▬▬▬ ▭ ▬ ▬▭▬ ▭▬ ▬▬ ▭ ▬ ▭ ▬▬ ▭▬ ▬ ▬▭ ▬▬▬ ▭ ▬ ▬▭▬ ▭▬ ▬▬ ▭ ▬ ▭ ▬▬ ▭▬ ▬ ▬▭ ▬▬▬ ▭ ▬ ▬▭▬ ▭▬ ▬▬ ▭ ▬ ▭ ▬▬ ▭▬ ▬ ▬▭ ▬▬▬ ▭ ▬ ▬▭▬ ▭▬ ▬▬ ▭ ▬ ▭ ▬▬ ▭▬ ▬ ▬▭ ▬▬▬ ▭ ▬ ▬▭▬ ▭▬ ▬▬ ▭ ▬ ▭ ▬▬ ▭▬ ▬ ▬▭ ▬▬▬ ▭ ▬ ▬▭▬ ▭▬ ▬▬ ▭ ▬ ▭ ▬▬ ▭▬ ▬ ▬▭ ▬▬▬ ▭ ▬ ▬▭▬ ▭▬ ▬▬ ▭ ▬ ▭ ▬▬ ▭▬ ▬ ▬▭ ▬▬▬ ▭ ▬ ▬▭▬ ▭▬ ▬▬ ▭ ▬ ▭ ▬▬ ▭▬ ▬ ▬▭ ▬▬▬ ▭ ▬ ▬▭▬ ▭▬ ▬▬ ▭ ▬ ▭ ▬▬ ▭▬ ▬ ▬▭ ▬▬▬ ▭ ▬ ▬▭▬ ▭▬ ▬▬ ▭ ▬ ▭ ▬▬ ▭▬ ▬ ▬▭ ▬▬▬ ▭ ▬ ▬▭▬ ▭▬ ▬▬ ▭: [28, 588, 178, 652]
column-rule: [182, 8, 183, 708]
article-heading: 18000 Tonnen versenkt.: [219, 370, 307, 379]
body-text: ▬ ▭ ▬▬ ▭▬ ▬ ▬▭ ▬▬▬ ▭ ▬ ▬▭▬ ▭▬ ▬▬ ▭ ▬ ▭ ▬▬ ▭▬ ▬ ▬▭ ▬▬▬ ▭ ▬ ▬▭▬ ▭▬ ▬▬ ▭ ▬ ▭ ▬▬ ▭▬ ▬ ▬▭ ▬▬▬ ▭ ▬ ▬▭▬ ▭▬ ▬▬ ▭ ▬ ▭ ▬▬ ▭▬ ▬ ▬▭ ▬▬▬ ▭ ▬ ▬▭▬ ▭▬ ▬▬ ▭ ▬ ▭ ▬▬ ▭▬ ▬ ▬▭ ▬▬▬ ▭ ▬ ▬▭▬ ▭▬ ▬▬ ▭ ▬ ▭ ▬▬ ▭▬ ▬ ▬▭ ▬▬▬ ▭ ▬ ▬▭▬ ▭▬ ▬▬ ▭ ▬ ▭ ▬▬ ▭▬ ▬ ▬▭ ▬▬▬ ▭ ▬ ▬▭▬ ▭▬ ▬▬ ▭ ▬ ▭ ▬▬ ▭▬ ▬ ▬▭ ▬▬▬ ▭ ▬ ▬▭▬ ▭▬ ▬▬ ▭ ▬ ▭ ▬▬ ▭▬ ▬ ▬▭ ▬▬▬ ▭ ▬ ▬▭▬ ▭▬ ▬▬ ▭ ▬ ▭ ▬▬ ▭▬ ▬ ▬▭ ▬▬▬ ▭ ▬ ▬▭▬ ▭▬ ▬▬ ▭ ▬ ▭ ▬▬ ▭▬ ▬ ▬▭ ▬▬▬ ▭ ▬ ▬▭▬ ▭▬ ▬▬ ▭ ▬ ▭ ▬▬ ▭▬ ▬ ▬▭ ▬▬▬ ▭ ▬ ▬▭▬ ▭▬ ▬▬ ▭ ▬ ▭ ▬▬ ▭▬ ▬ ▬▭ ▬▬▬ ▭ ▬ ▬▭▬ ▭▬ ▬▬ ▭ ▬ ▭ ▬▬ ▭▬ ▬ ▬▭ ▬▬▬ ▭ ▬ ▬▭▬ ▭▬ ▬▬ ▭ ▬ ▭ ▬▬ ▭▬ ▬ ▬▭ ▬▬▬ ▭ ▬ ▬▭▬ ▭▬ ▬▬ ▭ ▬ ▭ ▬▬ ▭▬ ▬ ▬▭ ▬▬▬ ▭ ▬ ▬▭▬ ▭▬ ▬▬ ▭ ▬ ▭ ▬▬ ▭▬ ▬ ▬▭ ▬▬▬ ▭ ▬ ▬▭▬ ▭▬ ▬▬ ▭ ▬ ▭ ▬▬ ▭▬ ▬ ▬▭ ▬▬▬ ▭ ▬ ▬▭▬ ▭▬ ▬▬ ▭ ▬ ▭ ▬▬ ▭▬ ▬ ▬▭ ▬▬▬ ▭ ▬ ▬▭▬ ▭▬ ▬▬ ▭ ▬ ▭ ▬▬ ▭▬ ▬ ▬▭ ▬▬▬ ▭ ▬ ▬▭▬ ▭▬ ▬▬ ▭ ▬ ▭ ▬▬ ▭▬ ▬ ▬▭ ▬▬▬ ▭ ▬ ▬▭▬ ▭▬ ▬▬ ▭ ▬ ▭ ▬▬ ▭▬ ▬ ▬▭ ▬▬▬ ▭ ▬ ▬▭▬ ▭▬ ▬▬ ▭ ▬ ▭ ▬▬ ▭▬ ▬ ▬▭ ▬▬▬ ▭ ▬ ▬▭▬ ▭▬ ▬▬ ▭ ▬ ▭ ▬▬ ▭▬ ▬ ▬▭ ▬▬▬ ▭ ▬ ▬▭▬ ▭▬ ▬▬ ▭ ▬ ▭ ▬▬ ▭▬ ▬ ▬▭ ▬▬▬ ▭ ▬ ▬▭▬ ▭▬ ▬▬ ▭ ▬ ▭ ▬▬ ▭▬ ▬ ▬▭ ▬▬▬ ▭ ▬ ▬▭▬ ▭▬ ▬▬ ▭ ▬ ▭ ▬▬ ▭▬ ▬ ▬▭ ▬▬▬ ▭ ▬ ▬▭▬ ▭▬ ▬▬ ▭ ▬ ▭ ▬▬ ▭▬ ▬ ▬▭ ▬▬▬ ▭ ▬ ▬▭▬ ▭▬ ▬▬ ▭ ▬ ▭ ▬▬ ▭▬ ▬ ▬▭ ▬▬▬ ▭ ▬ ▬▭▬ ▭▬ ▬▬ ▭ ▬ ▭ ▬▬ ▭▬ ▬ ▬▭ ▬▬▬ ▭ ▬ ▬▭▬ ▭▬ ▬▬ ▭ ▬ ▭ ▬▬ ▭▬ ▬ ▬▭ ▬▬▬ ▭ ▬ ▬▭▬ ▭▬ ▬▬ ▭ ▬ ▭ ▬▬ ▭▬ ▬ ▬▭ ▬▬▬ ▭ ▬ ▬▭▬ ▭▬ ▬▬ ▭ ▬ ▭ ▬▬ ▭▬ ▬ ▬▭ ▬▬▬ ▭ ▬ ▬▭▬ ▭▬ ▬▬ ▭ ▬ ▭ ▬▬ ▭▬ ▬ ▬▭ ▬▬▬ ▭ ▬ ▬▭▬ ▭▬ ▬▬ ▭ ▬ ▭ ▬▬ ▭▬ ▬ ▬▭ ▬▬▬ ▭ ▬ ▬▭▬ ▭▬ ▬▬ ▭ ▬ ▭ ▬▬ ▭▬ ▬ ▬▭ ▬▬▬ ▭ ▬ ▬▭▬ ▭▬ ▬▬ ▭ ▬ ▭ ▬▬ ▭▬ ▬ ▬▭ ▬▬▬ ▭ ▬ ▬▭▬ ▭▬ ▬▬ ▭ ▬ ▭ ▬▬ ▭▬ ▬ ▬▭ ▬▬▬ ▭ ▬ ▬▭▬ ▭▬ ▬▬ ▭ ▬ ▭ ▬▬ ▭▬ ▬ ▬▭ ▬▬▬ ▭ ▬ ▬▭▬ ▭▬ ▬▬ ▭ ▬ ▭ ▬▬ ▭▬ ▬ ▬▭ ▬▬▬ ▭ ▬ ▬▭▬ ▭▬ ▬▬ ▭ ▬ ▭ ▬▬ ▭▬ ▬ ▬▭ ▬▬▬ ▭ ▬ ▬▭▬ ▭▬ ▬▬ ▭ ▬ ▭ ▬▬ ▭▬ ▬ ▬▭ ▬▬▬ ▭ ▬ ▬▭▬ ▭▬ ▬▬ ▭: [188, 202, 338, 295]
body-text: ▬ ▭ ▬▬ ▭▬ ▬ ▬▭ ▬▬▬ ▭ ▬ ▬▭▬ ▭▬ ▬▬ ▭ ▬ ▭ ▬▬ ▭▬ ▬ ▬▭ ▬▬▬ ▭ ▬ ▬▭▬ ▭▬ ▬▬ ▭ ▬ ▭ ▬▬ ▭▬ ▬ ▬▭ ▬▬▬ ▭ ▬ ▬▭▬ ▭▬ ▬▬ ▭ ▬ ▭ ▬▬ ▭▬ ▬ ▬▭ ▬▬▬ ▭ ▬ ▬▭▬ ▭▬ ▬▬ ▭ ▬ ▭ ▬▬ ▭▬ ▬ ▬▭ ▬▬▬ ▭ ▬ ▬▭▬ ▭▬ ▬▬ ▭ ▬ ▭ ▬▬ ▭▬ ▬ ▬▭ ▬▬▬ ▭ ▬ ▬▭▬ ▭▬ ▬▬ ▭ ▬ ▭ ▬▬ ▭▬ ▬ ▬▭ ▬▬▬ ▭ ▬ ▬▭▬ ▭▬ ▬▬ ▭ ▬ ▭ ▬▬ ▭▬ ▬ ▬▭ ▬▬▬ ▭ ▬ ▬▭▬ ▭▬ ▬▬ ▭ ▬ ▭ ▬▬ ▭▬ ▬ ▬▭ ▬▬▬ ▭ ▬ ▬▭▬ ▭▬ ▬▬ ▭ ▬ ▭ ▬▬ ▭▬ ▬ ▬▭ ▬▬▬ ▭ ▬ ▬▭▬ ▭▬ ▬▬ ▭ ▬ ▭ ▬▬ ▭▬ ▬ ▬▭ ▬▬▬ ▭ ▬ ▬▭▬ ▭▬ ▬▬ ▭ ▬ ▭ ▬▬ ▭▬ ▬ ▬▭ ▬▬▬ ▭ ▬ ▬▭▬ ▭▬ ▬▬ ▭: [188, 517, 338, 545]
body-text: ▬ ▭ ▬▬ ▭▬ ▬ ▬▭ ▬▬▬ ▭ ▬ ▬▭▬ ▭▬ ▬▬ ▭ ▬ ▭ ▬▬ ▭▬ ▬ ▬▭ ▬▬▬ ▭ ▬ ▬▭▬ ▭▬ ▬▬ ▭ ▬ ▭ ▬▬ ▭▬ ▬ ▬▭ ▬▬▬ ▭ ▬ ▬▭▬ ▭▬ ▬▬ ▭ ▬ ▭ ▬▬ ▭▬ ▬ ▬▭ ▬▬▬ ▭ ▬ ▬▭▬ ▭▬ ▬▬ ▭ ▬ ▭ ▬▬ ▭▬ ▬ ▬▭ ▬▬▬ ▭ ▬ ▬▭▬ ▭▬ ▬▬ ▭ ▬ ▭ ▬▬ ▭▬ ▬ ▬▭ ▬▬▬ ▭ ▬ ▬▭▬ ▭▬ ▬▬ ▭ ▬ ▭ ▬▬ ▭▬ ▬ ▬▭ ▬▬▬ ▭ ▬ ▬▭▬ ▭▬ ▬▬ ▭ ▬ ▭ ▬▬ ▭▬ ▬ ▬▭ ▬▬▬ ▭ ▬ ▬▭▬ ▭▬ ▬▬ ▭ ▬ ▭ ▬▬ ▭▬ ▬ ▬▭ ▬▬▬ ▭ ▬ ▬▭▬ ▭▬ ▬▬ ▭ ▬ ▭ ▬▬ ▭▬ ▬ ▬▭ ▬▬▬ ▭ ▬ ▬▭▬ ▭▬ ▬▬ ▭ ▬ ▭ ▬▬ ▭▬ ▬ ▬▭ ▬▬▬ ▭ ▬ ▬▭▬ ▭▬ ▬▬ ▭ ▬ ▭ ▬▬ ▭▬ ▬ ▬▭ ▬▬▬ ▭ ▬ ▬▭▬ ▭▬ ▬▬ ▭ ▬ ▭ ▬▬ ▭▬ ▬ ▬▭ ▬▬▬ ▭ ▬ ▬▭▬ ▭▬ ▬▬ ▭ ▬ ▭ ▬▬ ▭▬ ▬ ▬▭ ▬▬▬ ▭ ▬ ▬▭▬ ▭▬ ▬▬ ▭ ▬ ▭ ▬▬ ▭▬ ▬ ▬▭ ▬▬▬ ▭ ▬ ▬▭▬ ▭▬ ▬▬ ▭ ▬ ▭ ▬▬ ▭▬ ▬ ▬▭ ▬▬▬ ▭ ▬ ▬▭▬ ▭▬ ▬▬ ▭ ▬ ▭ ▬▬ ▭▬ ▬ ▬▭ ▬▬▬ ▭ ▬ ▬▭▬ ▭▬ ▬▬ ▭ ▬ ▭ ▬▬ ▭▬ ▬ ▬▭ ▬▬▬ ▭ ▬ ▬▭▬ ▭▬ ▬▬ ▭ ▬ ▭ ▬▬ ▭▬ ▬ ▬▭ ▬▬▬ ▭ ▬ ▬▭▬ ▭▬ ▬▬ ▭ ▬ ▭ ▬▬ ▭▬ ▬ ▬▭ ▬▬▬ ▭ ▬ ▬▭▬ ▭▬ ▬▬ ▭ ▬ ▭ ▬▬ ▭▬ ▬ ▬▭ ▬▬▬ ▭ ▬ ▬▭▬ ▭▬ ▬▬ ▭ ▬ ▭ ▬▬ ▭▬ ▬ ▬▭ ▬▬▬ ▭ ▬ ▬▭▬ ▭▬ ▬▬ ▭ ▬ ▭ ▬▬ ▭▬ ▬ ▬▭ ▬▬▬ ▭ ▬ ▬▭▬ ▭▬ ▬▬ ▭ ▬ ▭ ▬▬ ▭▬ ▬ ▬▭ ▬▬▬ ▭ ▬ ▬▭▬ ▭▬ ▬▬ ▭ ▬ ▭ ▬▬ ▭▬ ▬ ▬▭ ▬▬▬ ▭ ▬ ▬▭▬ ▭▬ ▬▬ ▭ ▬ ▭ ▬▬ ▭▬ ▬ ▬▭ ▬▬▬ ▭ ▬ ▬▭▬ ▭▬ ▬▬ ▭ ▬ ▭ ▬▬ ▭▬ ▬ ▬▭ ▬▬▬ ▭ ▬ ▬▭▬ ▭▬ ▬▬ ▭ ▬ ▭ ▬▬ ▭▬ ▬ ▬▭ ▬▬▬ ▭ ▬ ▬▭▬ ▭▬ ▬▬ ▭ ▬ ▭ ▬▬ ▭▬ ▬ ▬▭ ▬▬▬ ▭ ▬ ▬▭▬ ▭▬ ▬▬ ▭ ▬ ▭ ▬▬ ▭▬ ▬ ▬▭ ▬▬▬ ▭ ▬ ▬▭▬ ▭▬ ▬▬ ▭ ▬ ▭ ▬▬ ▭▬ ▬ ▬▭ ▬▬▬ ▭ ▬ ▬▭▬ ▭▬ ▬▬ ▭ ▬ ▭ ▬▬ ▭▬ ▬ ▬▭ ▬▬▬ ▭ ▬ ▬▭▬ ▭▬ ▬▬ ▭ ▬ ▭ ▬▬ ▭▬ ▬ ▬▭ ▬▬▬ ▭ ▬ ▬▭▬ ▭▬ ▬▬ ▭ ▬ ▭ ▬▬ ▭▬ ▬ ▬▭ ▬▬▬ ▭ ▬ ▬▭▬ ▭▬ ▬▬ ▭ ▬ ▭ ▬▬ ▭▬ ▬ ▬▭ ▬▬▬ ▭ ▬ ▬▭▬ ▭▬ ▬▬ ▭ ▬ ▭ ▬▬ ▭▬ ▬ ▬▭ ▬▬▬ ▭ ▬ ▬▭▬ ▭▬ ▬▬ ▭ ▬ ▭ ▬▬ ▭▬ ▬ ▬▭ ▬▬▬ ▭ ▬ ▬▭▬ ▭▬ ▬▬ ▭ ▬ ▭ ▬▬ ▭▬ ▬ ▬▭ ▬▬▬ ▭ ▬ ▬▭▬ ▭▬ ▬▬ ▭ ▬ ▭ ▬▬ ▭▬ ▬ ▬▭ ▬▬▬ ▭ ▬ ▬▭▬ ▭▬ ▬▬ ▭ ▬ ▭ ▬▬ ▭▬ ▬ ▬▭ ▬▬▬ ▭ ▬ ▬▭▬ ▭▬ ▬▬ ▭ ▬ ▭ ▬▬ ▭▬ ▬ ▬▭ ▬▬▬ ▭ ▬ ▬▭▬ ▭▬ ▬▬ ▭ ▬ ▭ ▬▬ ▭▬ ▬ ▬▭ ▬▬▬ ▭ ▬ ▬▭▬ ▭▬ ▬▬ ▭ ▬ ▭ ▬▬ ▭▬ ▬ ▬▭ ▬▬▬ ▭ ▬ ▬▭▬ ▭▬ ▬▬ ▭ ▬ ▭ ▬▬ ▭▬ ▬ ▬▭ ▬▬▬ ▭ ▬ ▬▭▬ ▭▬ ▬▬ ▭ ▬ ▭ ▬▬ ▭▬ ▬ ▬▭ ▬▬▬ ▭ ▬ ▬▭▬ ▭▬ ▬▬ ▭ ▬ ▭ ▬▬ ▭▬ ▬ ▬▭ ▬▬▬ ▭ ▬ ▬▭▬ ▭▬ ▬▬ ▭ ▬ ▭ ▬▬ ▭▬ ▬ ▬▭ ▬▬▬ ▭ ▬ ▬▭▬ ▭▬ ▬▬ ▭ ▬ ▭ ▬▬ ▭▬ ▬ ▬▭ ▬▬▬ ▭ ▬ ▬▭▬ ▭▬ ▬▬ ▭: [28, 340, 178, 441]
body-text: ▬ ▭ ▬▬ ▭▬ ▬ ▬▭ ▬▬▬ ▭ ▬ ▬▭▬ ▭▬ ▬▬ ▭ ▬ ▭ ▬▬ ▭▬ ▬ ▬▭ ▬▬▬ ▭ ▬ ▬▭▬ ▭▬ ▬▬ ▭ ▬ ▭ ▬▬ ▭▬ ▬ ▬▭ ▬▬▬ ▭ ▬ ▬▭▬ ▭▬ ▬▬ ▭ ▬ ▭ ▬▬ ▭▬ ▬ ▬▭ ▬▬▬ ▭ ▬ ▬▭▬ ▭▬ ▬▬ ▭ ▬ ▭ ▬▬ ▭▬ ▬ ▬▭ ▬▬▬ ▭ ▬ ▬▭▬ ▭▬ ▬▬ ▭ ▬ ▭ ▬▬ ▭▬ ▬ ▬▭ ▬▬▬ ▭ ▬ ▬▭▬ ▭▬ ▬▬ ▭ ▬ ▭ ▬▬ ▭▬ ▬ ▬▭ ▬▬▬ ▭ ▬ ▬▭▬ ▭▬ ▬▬ ▭ ▬ ▭ ▬▬ ▭▬ ▬ ▬▭ ▬▬▬ ▭ ▬ ▬▭▬ ▭▬ ▬▬ ▭ ▬ ▭ ▬▬ ▭▬ ▬ ▬▭ ▬▬▬ ▭ ▬ ▬▭▬ ▭▬ ▬▬ ▭ ▬ ▭ ▬▬ ▭▬ ▬ ▬▭ ▬▬▬ ▭ ▬ ▬▭▬ ▭▬ ▬▬ ▭ ▬ ▭ ▬▬ ▭▬ ▬ ▬▭ ▬▬▬ ▭ ▬ ▬▭▬ ▭▬ ▬▬ ▭ ▬ ▭ ▬▬ ▭▬ ▬ ▬▭ ▬▬▬ ▭ ▬ ▬▭▬ ▭▬ ▬▬ ▭ ▬ ▭ ▬▬ ▭▬ ▬ ▬▭ ▬▬▬ ▭ ▬ ▬▭▬ ▭▬ ▬▬ ▭ ▬ ▭ ▬▬ ▭▬ ▬ ▬▭ ▬▬▬ ▭ ▬ ▬▭▬ ▭▬ ▬▬ ▭ ▬ ▭ ▬▬ ▭▬ ▬ ▬▭ ▬▬▬ ▭ ▬ ▬▭▬ ▭▬ ▬▬ ▭ ▬ ▭ ▬▬ ▭▬ ▬ ▬▭ ▬▬▬ ▭ ▬ ▬▭▬ ▭▬ ▬▬ ▭ ▬ ▭ ▬▬ ▭▬ ▬ ▬▭ ▬▬▬ ▭ ▬ ▬▭▬ ▭▬ ▬▬ ▭ ▬ ▭ ▬▬ ▭▬ ▬ ▬▭ ▬▬▬ ▭ ▬ ▬▭▬ ▭▬ ▬▬ ▭: [188, 379, 338, 421]
body-text: ▬ ▭ ▬▬ ▭▬ ▬ ▬▭ ▬▬▬ ▭ ▬ ▬▭▬ ▭▬ ▬▬ ▭ ▬ ▭ ▬▬ ▭▬ ▬ ▬▭ ▬▬▬ ▭ ▬ ▬▭▬ ▭▬ ▬▬ ▭ ▬ ▭ ▬▬ ▭▬ ▬ ▬▭ ▬▬▬ ▭ ▬ ▬▭▬ ▭▬ ▬▬ ▭ ▬ ▭ ▬▬ ▭▬ ▬ ▬▭ ▬▬▬ ▭ ▬ ▬▭▬ ▭▬ ▬▬ ▭ ▬ ▭ ▬▬ ▭▬ ▬ ▬▭ ▬▬▬ ▭ ▬ ▬▭▬ ▭▬ ▬▬ ▭ ▬ ▭ ▬▬ ▭▬ ▬ ▬▭ ▬▬▬ ▭ ▬ ▬▭▬ ▭▬ ▬▬ ▭ ▬ ▭ ▬▬ ▭▬ ▬ ▬▭ ▬▬▬ ▭ ▬ ▬▭▬ ▭▬ ▬▬ ▭ ▬ ▭ ▬▬ ▭▬ ▬ ▬▭ ▬▬▬ ▭ ▬ ▬▭▬ ▭▬ ▬▬ ▭ ▬ ▭ ▬▬ ▭▬ ▬ ▬▭ ▬▬▬ ▭ ▬ ▬▭▬ ▭▬ ▬▬ ▭ ▬ ▭ ▬▬ ▭▬ ▬ ▬▭ ▬▬▬ ▭ ▬ ▬▭▬ ▭▬ ▬▬ ▭ ▬ ▭ ▬▬ ▭▬ ▬ ▬▭ ▬▬▬ ▭ ▬ ▬▭▬ ▭▬ ▬▬ ▭ ▬ ▭ ▬▬ ▭▬ ▬ ▬▭ ▬▬▬ ▭ ▬ ▬▭▬ ▭▬ ▬▬ ▭ ▬ ▭ ▬▬ ▭▬ ▬ ▬▭ ▬▬▬ ▭ ▬ ▬▭▬ ▭▬ ▬▬ ▭ ▬ ▭ ▬▬ ▭▬ ▬ ▬▭ ▬▬▬ ▭ ▬ ▬▭▬ ▭▬ ▬▬ ▭ ▬ ▭ ▬▬ ▭▬ ▬ ▬▭ ▬▬▬ ▭ ▬ ▬▭▬ ▭▬ ▬▬ ▭ ▬ ▭ ▬▬ ▭▬ ▬ ▬▭ ▬▬▬ ▭ ▬ ▬▭▬ ▭▬ ▬▬ ▭ ▬ ▭ ▬▬ ▭▬ ▬ ▬▭ ▬▬▬ ▭ ▬ ▬▭▬ ▭▬ ▬▬ ▭ ▬ ▭ ▬▬ ▭▬ ▬ ▬▭ ▬▬▬ ▭ ▬ ▬▭▬ ▭▬ ▬▬ ▭ ▬ ▭ ▬▬ ▭▬ ▬ ▬▭ ▬▬▬ ▭ ▬ ▬▭▬ ▭▬ ▬▬ ▭ ▬ ▭ ▬▬ ▭▬ ▬ ▬▭ ▬▬▬ ▭ ▬ ▬▭▬ ▭▬ ▬▬ ▭ ▬ ▭ ▬▬ ▭▬ ▬ ▬▭ ▬▬▬ ▭ ▬ ▬▭▬ ▭▬ ▬▬ ▭ ▬ ▭ ▬▬ ▭▬ ▬ ▬▭ ▬▬▬ ▭ ▬ ▬▭▬ ▭▬ ▬▬ ▭ ▬ ▭ ▬▬ ▭▬ ▬ ▬▭ ▬▬▬ ▭ ▬ ▬▭▬ ▭▬ ▬▬ ▭ ▬ ▭ ▬▬ ▭▬ ▬ ▬▭ ▬▬▬ ▭ ▬ ▬▭▬ ▭▬ ▬▬ ▭ ▬ ▭ ▬▬ ▭▬ ▬ ▬▭ ▬▬▬ ▭ ▬ ▬▭▬ ▭▬ ▬▬ ▭ ▬ ▭ ▬▬ ▭▬ ▬ ▬▭ ▬▬▬ ▭ ▬ ▬▭▬ ▭▬ ▬▬ ▭ ▬ ▭ ▬▬ ▭▬ ▬ ▬▭ ▬▬▬ ▭ ▬ ▬▭▬ ▭▬ ▬▬ ▭ ▬ ▭ ▬▬ ▭▬ ▬ ▬▭ ▬▬▬ ▭ ▬ ▬▭▬ ▭▬ ▬▬ ▭ ▬ ▭ ▬▬ ▭▬ ▬ ▬▭ ▬▬▬ ▭ ▬ ▬▭▬ ▭▬ ▬▬ ▭ ▬ ▭ ▬▬ ▭▬ ▬ ▬▭ ▬▬▬ ▭ ▬ ▬▭▬ ▭▬ ▬▬ ▭ ▬ ▭ ▬▬ ▭▬ ▬ ▬▭ ▬▬▬ ▭ ▬ ▬▭▬ ▭▬ ▬▬ ▭ ▬ ▭ ▬▬ ▭▬ ▬ ▬▭ ▬▬▬ ▭ ▬ ▬▭▬ ▭▬ ▬▬ ▭ ▬ ▭ ▬▬ ▭▬ ▬ ▬▭ ▬▬▬ ▭ ▬ ▬▭▬ ▭▬ ▬▬ ▭ ▬ ▭ ▬▬ ▭▬ ▬ ▬▭ ▬▬▬ ▭ ▬ ▬▭▬ ▭▬ ▬▬ ▭ ▬ ▭ ▬▬ ▭▬ ▬ ▬▭ ▬▬▬ ▭ ▬ ▬▭▬ ▭▬ ▬▬ ▭ ▬ ▭ ▬▬ ▭▬ ▬ ▬▭ ▬▬▬ ▭ ▬ ▬▭▬ ▭▬ ▬▬ ▭ ▬ ▭ ▬▬ ▭▬ ▬ ▬▭ ▬▬▬ ▭ ▬ ▬▭▬ ▭▬ ▬▬ ▭ ▬ ▭ ▬▬ ▭▬ ▬ ▬▭ ▬▬▬ ▭ ▬ ▬▭▬ ▭▬ ▬▬ ▭ ▬ ▭ ▬▬ ▭▬ ▬ ▬▭ ▬▬▬ ▭ ▬ ▬▭▬ ▭▬ ▬▬ ▭ ▬ ▭ ▬▬ ▭▬ ▬ ▬▭ ▬▬▬ ▭ ▬ ▬▭▬ ▭▬ ▬▬ ▭ ▬ ▭ ▬▬ ▭▬ ▬ ▬▭ ▬▬▬ ▭ ▬ ▬▭▬ ▭▬ ▬▬ ▭ ▬ ▭ ▬▬ ▭▬ ▬ ▬▭ ▬▬▬ ▭ ▬ ▬▭▬ ▭▬ ▬▬ ▭ ▬ ▭ ▬▬ ▭▬ ▬ ▬▭ ▬▬▬ ▭ ▬ ▬▭▬ ▭▬ ▬▬ ▭ ▬ ▭ ▬▬ ▭▬ ▬ ▬▭ ▬▬▬ ▭ ▬ ▬▭▬ ▭▬ ▬▬ ▭ ▬ ▭ ▬▬ ▭▬ ▬ ▬▭ ▬▬▬ ▭ ▬ ▬▭▬ ▭▬ ▬▬ ▭ ▬ ▭ ▬▬ ▭▬ ▬ ▬▭ ▬▬▬ ▭ ▬ ▬▭▬ ▭▬ ▬▬ ▭ ▬ ▭ ▬▬ ▭▬ ▬ ▬▭ ▬▬▬ ▭ ▬ ▬▭▬ ▭▬ ▬▬ ▭ ▬ ▭ ▬▬ ▭▬ ▬ ▬▭ ▬▬▬ ▭ ▬ ▬▭▬ ▭▬ ▬▬ ▭ ▬ ▭ ▬▬ ▭▬ ▬ ▬▭ ▬▬▬ ▭ ▬ ▬▭▬ ▭▬ ▬▬ ▭ ▬ ▭ ▬▬ ▭▬ ▬ ▬▭ ▬▬▬ ▭ ▬ ▬▭▬ ▭▬ ▬▬ ▭ ▬ ▭ ▬▬ ▭▬ ▬ ▬▭ ▬▬▬ ▭ ▬ ▬▭▬ ▭▬ ▬▬ ▭ ▬ ▭ ▬▬ ▭▬ ▬ ▬▭ ▬▬▬ ▭ ▬ ▬▭▬ ▭▬ ▬▬ ▭ ▬ ▭ ▬▬ ▭▬ ▬ ▬▭ ▬▬▬ ▭ ▬ ▬▭▬ ▭▬ ▬▬ ▭ ▬ ▭ ▬▬ ▭▬ ▬ ▬▭ ▬▬▬ ▭ ▬ ▬▭▬ ▭▬ ▬▬ ▭ ▬ ▭ ▬▬ ▭▬ ▬ ▬▭ ▬▬▬ ▭ ▬ ▬▭▬ ▭▬ ▬▬ ▭ ▬ ▭ ▬▬ ▭▬ ▬ ▬▭ ▬▬▬ ▭ ▬ ▬▭▬ ▭▬ ▬▬ ▭ ▬ ▭ ▬▬ ▭▬ ▬ ▬▭ ▬▬▬ ▭ ▬ ▬▭▬ ▭▬ ▬▬ ▭ ▬ ▭ ▬▬ ▭▬ ▬ ▬▭ ▬▬▬ ▭ ▬ ▬▭▬ ▭▬ ▬▬ ▭ ▬ ▭ ▬▬ ▭▬ ▬ ▬▭ ▬▬▬ ▭ ▬ ▬▭▬ ▭▬ ▬▬ ▭ ▬ ▭ ▬▬ ▭▬ ▬ ▬▭ ▬▬▬ ▭ ▬ ▬▭▬ ▭▬ ▬▬ ▭ ▬ ▭ ▬▬ ▭▬ ▬ ▬▭ ▬▬▬ ▭ ▬ ▬▭▬ ▭▬ ▬▬ ▭ ▬ ▭ ▬▬ ▭▬ ▬ ▬▭ ▬▬▬ ▭ ▬ ▬▭▬ ▭▬ ▬▬ ▭ ▬ ▭ ▬▬ ▭▬ ▬ ▬▭ ▬▬▬ ▭ ▬ ▬▭▬ ▭▬ ▬▬ ▭ ▬ ▭ ▬▬ ▭▬ ▬ ▬▭ ▬▬▬ ▭ ▬ ▬▭▬ ▭▬ ▬▬ ▭ ▬ ▭ ▬▬ ▭▬ ▬ ▬▭ ▬▬▬ ▭ ▬ ▬▭▬ ▭▬ ▬▬ ▭ ▬ ▭ ▬▬ ▭▬ ▬ ▬▭ ▬▬▬ ▭ ▬ ▬▭▬ ▭▬ ▬▬ ▭ ▬ ▭ ▬▬ ▭▬ ▬ ▬▭ ▬▬▬ ▭ ▬ ▬▭▬ ▭▬ ▬▬ ▭ ▬ ▭ ▬▬ ▭▬ ▬ ▬▭ ▬▬▬ ▭ ▬ ▬▭▬ ▭▬ ▬▬ ▭ ▬ ▭ ▬▬ ▭▬ ▬ ▬▭ ▬▬▬ ▭ ▬ ▬▭▬ ▭▬ ▬▬ ▭ ▬ ▭ ▬▬ ▭▬ ▬ ▬▭ ▬▬▬ ▭ ▬ ▬▭▬ ▭▬ ▬▬ ▭ ▬ ▭ ▬▬ ▭▬ ▬ ▬▭ ▬▬▬ ▭ ▬ ▬▭▬ ▭▬ ▬▬ ▭ ▬ ▭ ▬▬ ▭▬ ▬ ▬▭ ▬▬▬ ▭ ▬ ▬▭▬ ▭▬ ▬▬ ▭ ▬ ▭ ▬▬ ▭▬ ▬ ▬▭ ▬▬▬ ▭ ▬ ▬▭▬ ▭▬ ▬▬ ▭ ▬ ▭ ▬▬ ▭▬ ▬ ▬▭ ▬▬▬ ▭ ▬ ▬▭▬ ▭▬ ▬▬ ▭ ▬ ▭ ▬▬ ▭▬ ▬ ▬▭ ▬▬▬ ▭ ▬ ▬▭▬ ▭▬ ▬▬ ▭ ▬ ▭ ▬▬ ▭▬ ▬ ▬▭ ▬▬▬ ▭ ▬ ▬▭▬ ▭▬ ▬▬ ▭ ▬ ▭ ▬▬ ▭▬ ▬ ▬▭ ▬▬▬ ▭ ▬ ▬▭▬ ▭▬ ▬▬ ▭ ▬ ▭ ▬▬ ▭▬ ▬ ▬▭ ▬▬▬ ▭ ▬ ▬▭▬ ▭▬ ▬▬ ▭ ▬ ▭ ▬▬ ▭▬ ▬ ▬▭ ▬▬▬ ▭ ▬ ▬▭▬ ▭▬ ▬▬ ▭ ▬ ▭ ▬▬ ▭▬ ▬ ▬▭ ▬▬▬ ▭ ▬ ▬▭▬ ▭▬ ▬▬ ▭ ▬ ▭ ▬▬ ▭▬ ▬ ▬▭ ▬▬▬ ▭ ▬ ▬▭▬ ▭▬ ▬▬ ▭ ▬ ▭ ▬▬ ▭▬ ▬ ▬▭ ▬▬▬ ▭ ▬ ▬▭▬ ▭▬ ▬▬ ▭ ▬ ▭ ▬▬ ▭▬ ▬ ▬▭ ▬▬▬ ▭ ▬ ▬▭▬ ▭▬ ▬▬ ▭ ▬ ▭ ▬▬ ▭▬ ▬ ▬▭ ▬▬▬ ▭ ▬ ▬▭▬ ▭▬ ▬▬ ▭: [347, 395, 493, 584]
section-heading: Vermischtes.: [378, 590, 462, 604]
advertisement-heading: Wochenmarkt: [238, 554, 288, 563]
advertisement-box: [188, 549, 338, 611]
advertisement-subheading: zum 8. Kriegsanleihe: [241, 564, 285, 570]
body-text: ▬ ▭ ▬▬ ▭▬ ▬ ▬▭ ▬▬▬ ▭ ▬ ▬▭▬ ▭▬ ▬▬ ▭ ▬ ▭ ▬▬ ▭▬ ▬ ▬▭ ▬▬▬ ▭ ▬ ▬▭▬ ▭▬ ▬▬ ▭ ▬ ▭ ▬▬ ▭▬ ▬ ▬▭ ▬▬▬ ▭ ▬ ▬▭▬ ▭▬ ▬▬ ▭ ▬ ▭ ▬▬ ▭▬ ▬ ▬▭ ▬▬▬ ▭ ▬ ▬▭▬ ▭▬ ▬▬ ▭ ▬ ▭ ▬▬ ▭▬ ▬ ▬▭ ▬▬▬ ▭ ▬ ▬▭▬ ▭▬ ▬▬ ▭ ▬ ▭ ▬▬ ▭▬ ▬ ▬▭ ▬▬▬ ▭ ▬ ▬▭▬ ▭▬ ▬▬ ▭ ▬ ▭ ▬▬ ▭▬ ▬ ▬▭ ▬▬▬ ▭ ▬ ▬▭▬ ▭▬ ▬▬ ▭ ▬ ▭ ▬▬ ▭▬ ▬ ▬▭ ▬▬▬ ▭ ▬ ▬▭▬ ▭▬ ▬▬ ▭ ▬ ▭ ▬▬ ▭▬ ▬ ▬▭ ▬▬▬ ▭ ▬ ▬▭▬ ▭▬ ▬▬ ▭ ▬ ▭ ▬▬ ▭▬ ▬ ▬▭ ▬▬▬ ▭ ▬ ▬▭▬ ▭▬ ▬▬ ▭ ▬ ▭ ▬▬ ▭▬ ▬ ▬▭ ▬▬▬ ▭ ▬ ▬▭▬ ▭▬ ▬▬ ▭ ▬ ▭ ▬▬ ▭▬ ▬ ▬▭ ▬▬▬ ▭ ▬ ▬▭▬ ▭▬ ▬▬ ▭ ▬ ▭ ▬▬ ▭▬ ▬ ▬▭ ▬▬▬ ▭ ▬ ▬▭▬ ▭▬ ▬▬ ▭ ▬ ▭ ▬▬ ▭▬ ▬ ▬▭ ▬▬▬ ▭ ▬ ▬▭▬ ▭▬ ▬▬ ▭ ▬ ▭ ▬▬ ▭▬ ▬ ▬▭ ▬▬▬ ▭ ▬ ▬▭▬ ▭▬ ▬▬ ▭ ▬ ▭ ▬▬ ▭▬ ▬ ▬▭ ▬▬▬ ▭ ▬ ▬▭▬ ▭▬ ▬▬ ▭ ▬ ▭ ▬▬ ▭▬ ▬ ▬▭ ▬▬▬ ▭ ▬ ▬▭▬ ▭▬ ▬▬ ▭ ▬ ▭ ▬▬ ▭▬ ▬ ▬▭ ▬▬▬ ▭ ▬ ▬▭▬ ▭▬ ▬▬ ▭ ▬ ▭ ▬▬ ▭▬ ▬ ▬▭ ▬▬▬ ▭ ▬ ▬▭▬ ▭▬ ▬▬ ▭ ▬ ▭ ▬▬ ▭▬ ▬ ▬▭ ▬▬▬ ▭ ▬ ▬▭▬ ▭▬ ▬▬ ▭ ▬ ▭ ▬▬ ▭▬ ▬ ▬▭ ▬▬▬ ▭ ▬ ▬▭▬ ▭▬ ▬▬ ▭ ▬ ▭ ▬▬ ▭▬ ▬ ▬▭ ▬▬▬ ▭ ▬ ▬▭▬ ▭▬ ▬▬ ▭ ▬ ▭ ▬▬ ▭▬ ▬ ▬▭ ▬▬▬ ▭ ▬ ▬▭▬ ▭▬ ▬▬ ▭ ▬ ▭ ▬▬ ▭▬ ▬ ▬▭ ▬▬▬ ▭ ▬ ▬▭▬ ▭▬ ▬▬ ▭ ▬ ▭ ▬▬ ▭▬ ▬ ▬▭ ▬▬▬ ▭ ▬ ▬▭▬ ▭▬ ▬▬ ▭ ▬ ▭ ▬▬ ▭▬ ▬ ▬▭ ▬▬▬ ▭ ▬ ▬▭▬ ▭▬ ▬▬ ▭ ▬ ▭ ▬▬ ▭▬ ▬ ▬▭ ▬▬▬ ▭ ▬ ▬▭▬ ▭▬ ▬▬ ▭ ▬ ▭ ▬▬ ▭▬ ▬ ▬▭ ▬▬▬ ▭ ▬ ▬▭▬ ▭▬ ▬▬ ▭ ▬ ▭ ▬▬ ▭▬ ▬ ▬▭ ▬▬▬ ▭ ▬ ▬▭▬ ▭▬ ▬▬ ▭ ▬ ▭ ▬▬ ▭▬ ▬ ▬▭ ▬▬▬ ▭ ▬ ▬▭▬ ▭▬ ▬▬ ▭ ▬ ▭ ▬▬ ▭▬ ▬ ▬▭ ▬▬▬ ▭ ▬ ▬▭▬ ▭▬ ▬▬ ▭ ▬ ▭ ▬▬ ▭▬ ▬ ▬▭ ▬▬▬ ▭ ▬ ▬▭▬ ▭▬ ▬▬ ▭ ▬ ▭ ▬▬ ▭▬ ▬ ▬▭ ▬▬▬ ▭ ▬ ▬▭▬ ▭▬ ▬▬ ▭ ▬ ▭ ▬▬ ▭▬ ▬ ▬▭ ▬▬▬ ▭ ▬ ▬▭▬ ▭▬ ▬▬ ▭ ▬ ▭ ▬▬ ▭▬ ▬ ▬▭ ▬▬▬ ▭ ▬ ▬▭▬ ▭▬ ▬▬ ▭ ▬ ▭ ▬▬ ▭▬ ▬ ▬▭ ▬▬▬ ▭ ▬ ▬▭▬ ▭▬ ▬▬ ▭ ▬ ▭ ▬▬ ▭▬ ▬ ▬▭ ▬▬▬ ▭ ▬ ▬▭▬ ▭▬ ▬▬ ▭ ▬ ▭ ▬▬ ▭▬ ▬ ▬▭ ▬▬▬ ▭ ▬ ▬▭▬ ▭▬ ▬▬ ▭ ▬ ▭ ▬▬ ▭▬ ▬ ▬▭ ▬▬▬ ▭ ▬ ▬▭▬ ▭▬ ▬▬ ▭ ▬ ▭ ▬▬ ▭▬ ▬ ▬▭ ▬▬▬ ▭ ▬ ▬▭▬ ▭▬ ▬▬ ▭ ▬ ▭ ▬▬ ▭▬ ▬ ▬▭ ▬▬▬ ▭ ▬ ▬▭▬ ▭▬ ▬▬ ▭ ▬ ▭ ▬▬ ▭▬ ▬ ▬▭ ▬▬▬ ▭ ▬ ▬▭▬ ▭▬ ▬▬ ▭ ▬ ▭ ▬▬ ▭▬ ▬ ▬▭ ▬▬▬ ▭ ▬ ▬▭▬ ▭▬ ▬▬ ▭ ▬ ▭ ▬▬ ▭▬ ▬ ▬▭ ▬▬▬ ▭ ▬ ▬▭▬ ▭▬ ▬▬ ▭ ▬ ▭ ▬▬ ▭▬ ▬ ▬▭ ▬▬▬ ▭ ▬ ▬▭▬ ▭▬ ▬▬ ▭ ▬ ▭ ▬▬ ▭▬ ▬ ▬▭ ▬▬▬ ▭ ▬ ▬▭▬ ▭▬ ▬▬ ▭ ▬ ▭ ▬▬ ▭▬ ▬ ▬▭ ▬▬▬ ▭ ▬ ▬▭▬ ▭▬ ▬▬ ▭ ▬ ▭ ▬▬ ▭▬ ▬ ▬▭ ▬▬▬ ▭ ▬ ▬▭▬ ▭▬ ▬▬ ▭ ▬ ▭ ▬▬ ▭▬ ▬ ▬▭ ▬▬▬ ▭ ▬ ▬▭▬ ▭▬ ▬▬ ▭ ▬ ▭ ▬▬ ▭▬ ▬ ▬▭ ▬▬▬ ▭ ▬ ▬▭▬ ▭▬ ▬▬ ▭ ▬ ▭ ▬▬ ▭▬ ▬ ▬▭ ▬▬▬ ▭ ▬ ▬▭▬ ▭▬ ▬▬ ▭ ▬ ▭ ▬▬ ▭▬ ▬ ▬▭ ▬▬▬ ▭ ▬ ▬▭▬ ▭▬ ▬▬ ▭ ▬ ▭ ▬▬ ▭▬ ▬ ▬▭ ▬▬▬ ▭ ▬ ▬▭▬ ▭▬ ▬▬ ▭ ▬ ▭ ▬▬ ▭▬ ▬ ▬▭ ▬▬▬ ▭ ▬ ▬▭▬ ▭▬ ▬▬ ▭ ▬ ▭ ▬▬ ▭▬ ▬ ▬▭ ▬▬▬ ▭ ▬ ▬▭▬ ▭▬ ▬▬ ▭ ▬ ▭ ▬▬ ▭▬ ▬ ▬▭ ▬▬▬ ▭ ▬ ▬▭▬ ▭▬ ▬▬ ▭ ▬ ▭ ▬▬ ▭▬ ▬ ▬▭ ▬▬▬ ▭ ▬ ▬▭▬ ▭▬ ▬▬ ▭ ▬ ▭ ▬▬ ▭▬ ▬ ▬▭ ▬▬▬ ▭ ▬ ▬▭▬ ▭▬ ▬▬ ▭ ▬ ▭ ▬▬ ▭▬ ▬ ▬▭ ▬▬▬ ▭ ▬ ▬▭▬ ▭▬ ▬▬ ▭ ▬ ▭ ▬▬ ▭▬ ▬ ▬▭ ▬▬▬ ▭ ▬ ▬▭▬ ▭▬ ▬▬ ▭ ▬ ▭ ▬▬ ▭▬ ▬ ▬▭ ▬▬▬ ▭ ▬ ▬▭▬ ▭▬ ▬▬ ▭ ▬ ▭ ▬▬ ▭▬ ▬ ▬▭ ▬▬▬ ▭ ▬ ▬▭▬ ▭▬ ▬▬ ▭ ▬ ▭ ▬▬ ▭▬ ▬ ▬▭ ▬▬▬ ▭ ▬ ▬▭▬ ▭▬ ▬▬ ▭ ▬ ▭ ▬▬ ▭▬ ▬ ▬▭ ▬▬▬ ▭ ▬ ▬▭▬ ▭▬ ▬▬ ▭ ▬ ▭ ▬▬ ▭▬ ▬ ▬▭ ▬▬▬ ▭ ▬ ▬▭▬ ▭▬ ▬▬ ▭ ▬ ▭ ▬▬ ▭▬ ▬ ▬▭ ▬▬▬ ▭ ▬ ▬▭▬ ▭▬ ▬▬ ▭ ▬ ▭ ▬▬ ▭▬ ▬ ▬▭ ▬▬▬ ▭ ▬ ▬▭▬ ▭▬ ▬▬ ▭ ▬ ▭ ▬▬ ▭▬ ▬ ▬▭ ▬▬▬ ▭ ▬ ▬▭▬ ▭▬ ▬▬ ▭ ▬ ▭ ▬▬ ▭▬ ▬ ▬▭ ▬▬▬ ▭ ▬ ▬▭▬ ▭▬ ▬▬ ▭ ▬ ▭ ▬▬ ▭▬ ▬ ▬▭ ▬▬▬ ▭ ▬ ▬▭▬ ▭▬ ▬▬ ▭ ▬ ▭ ▬▬ ▭▬ ▬ ▬▭ ▬▬▬ ▭ ▬ ▬▭▬ ▭▬ ▬▬ ▭ ▬ ▭ ▬▬ ▭▬ ▬ ▬▭ ▬▬▬ ▭ ▬ ▬▭▬ ▭▬ ▬▬ ▭ ▬ ▭ ▬▬ ▭▬ ▬ ▬▭ ▬▬▬ ▭ ▬ ▬▭▬ ▭▬ ▬▬ ▭ ▬ ▭ ▬▬ ▭▬ ▬ ▬▭ ▬▬▬ ▭ ▬ ▬▭▬ ▭▬ ▬▬ ▭ ▬ ▭ ▬▬ ▭▬ ▬ ▬▭ ▬▬▬ ▭ ▬ ▬▭▬ ▭▬ ▬▬ ▭ ▬ ▭ ▬▬ ▭▬ ▬ ▬▭ ▬▬▬ ▭ ▬ ▬▭▬ ▭▬ ▬▬ ▭ ▬ ▭ ▬▬ ▭▬ ▬ ▬▭ ▬▬▬ ▭ ▬ ▬▭▬ ▭▬ ▬▬ ▭ ▬ ▭ ▬▬ ▭▬ ▬ ▬▭ ▬▬▬ ▭ ▬ ▬▭▬ ▭▬ ▬▬ ▭ ▬ ▭ ▬▬ ▭▬ ▬ ▬▭ ▬▬▬ ▭ ▬ ▬▭▬ ▭▬ ▬▬ ▭ ▬ ▭ ▬▬ ▭▬ ▬ ▬▭ ▬▬▬ ▭ ▬ ▬▭▬ ▭▬ ▬▬ ▭ ▬ ▭ ▬▬ ▭▬ ▬ ▬▭ ▬▬▬ ▭ ▬ ▬▭▬ ▭▬ ▬▬ ▭ ▬ ▭ ▬▬ ▭▬ ▬ ▬▭ ▬▬▬ ▭ ▬ ▬▭▬ ▭▬ ▬▬ ▭ ▬ ▭ ▬▬ ▭▬ ▬ ▬▭ ▬▬▬ ▭ ▬ ▬▭▬ ▭▬ ▬▬ ▭ ▬ ▭ ▬▬ ▭▬ ▬ ▬▭ ▬▬▬ ▭ ▬ ▬▭▬ ▭▬ ▬▬ ▭ ▬ ▭ ▬▬ ▭▬ ▬ ▬▭ ▬▬▬ ▭ ▬ ▬▭▬ ▭▬ ▬▬ ▭ ▬ ▭ ▬▬ ▭▬ ▬ ▬▭ ▬▬▬ ▭ ▬ ▬▭▬ ▭▬ ▬▬ ▭ ▬ ▭ ▬▬ ▭▬ ▬ ▬▭ ▬▬▬ ▭ ▬ ▬▭▬ ▭▬ ▬▬ ▭ ▬ ▭ ▬▬ ▭▬ ▬ ▬▭ ▬▬▬ ▭ ▬ ▬▭▬ ▭▬ ▬▬ ▭ ▬ ▭ ▬▬ ▭▬ ▬ ▬▭ ▬▬▬ ▭ ▬ ▬▭▬ ▭▬ ▬▬ ▭ ▬ ▭ ▬▬ ▭▬ ▬ ▬▭ ▬▬▬ ▭ ▬ ▬▭▬ ▭▬ ▬▬ ▭ ▬ ▭ ▬▬ ▭▬ ▬ ▬▭ ▬▬▬ ▭ ▬ ▬▭▬ ▭▬ ▬▬ ▭ ▬ ▭ ▬▬ ▭▬ ▬ ▬▭ ▬▬▬ ▭ ▬ ▬▭▬ ▭▬ ▬▬ ▭ ▬ ▭ ▬▬ ▭▬ ▬ ▬▭ ▬▬▬ ▭ ▬ ▬▭▬ ▭▬ ▬▬ ▭ ▬ ▭ ▬▬ ▭▬ ▬ ▬▭ ▬▬▬ ▭ ▬ ▬▭▬ ▭▬ ▬▬ ▭ ▬ ▭ ▬▬ ▭▬ ▬ ▬▭ ▬▬▬ ▭ ▬ ▬▭▬ ▭▬ ▬▬ ▭ ▬ ▭ ▬▬ ▭▬ ▬ ▬▭ ▬▬▬ ▭ ▬ ▬▭▬ ▭▬ ▬▬ ▭ ▬ ▭ ▬▬ ▭▬ ▬ ▬▭ ▬▬▬ ▭ ▬ ▬▭▬ ▭▬ ▬▬ ▭ ▬ ▭ ▬▬ ▭▬ ▬ ▬▭ ▬▬▬ ▭ ▬ ▬▭▬ ▭▬ ▬▬ ▭ ▬ ▭ ▬▬ ▭▬ ▬ ▬▭ ▬▬▬ ▭ ▬ ▬▭▬ ▭▬ ▬▬ ▭ ▬ ▭ ▬▬ ▭▬ ▬ ▬▭ ▬▬▬ ▭ ▬ ▬▭▬ ▭▬ ▬▬ ▭ ▬ ▭ ▬▬ ▭▬ ▬ ▬▭ ▬▬▬ ▭ ▬ ▬▭▬ ▭▬ ▬▬ ▭ ▬ ▭ ▬▬ ▭▬ ▬ ▬▭ ▬▬▬ ▭ ▬ ▬▭▬ ▭▬ ▬▬ ▭ ▬ ▭ ▬▬ ▭▬ ▬ ▬▭ ▬▬▬ ▭ ▬ ▬▭▬ ▭▬ ▬▬ ▭ ▬ ▭ ▬▬ ▭▬ ▬ ▬▭ ▬▬▬ ▭ ▬ ▬▭▬ ▭▬ ▬▬ ▭ ▬ ▭ ▬▬ ▭▬ ▬ ▬▭ ▬▬▬ ▭ ▬ ▬▭▬ ▭▬ ▬▬ ▭ ▬ ▭ ▬▬ ▭▬ ▬ ▬▭ ▬▬▬ ▭ ▬ ▬▭▬ ▭▬ ▬▬ ▭ ▬ ▭ ▬▬ ▭▬ ▬ ▬▭ ▬▬▬ ▭ ▬ ▬▭▬ ▭▬ ▬▬ ▭ ▬ ▭ ▬▬ ▭▬ ▬ ▬▭ ▬▬▬ ▭ ▬ ▬▭▬ ▭▬ ▬▬ ▭ ▬ ▭ ▬▬ ▭▬ ▬ ▬▭ ▬▬▬ ▭ ▬ ▬▭▬ ▭▬ ▬▬ ▭ ▬ ▭ ▬▬ ▭▬ ▬ ▬▭ ▬▬▬ ▭ ▬ ▬▭▬ ▭▬ ▬▬ ▭ ▬ ▭ ▬▬ ▭▬ ▬ ▬▭ ▬▬▬ ▭ ▬ ▬▭▬ ▭▬ ▬▬ ▭ ▬ ▭ ▬▬ ▭▬ ▬ ▬▭ ▬▬▬ ▭ ▬ ▬▭▬ ▭▬ ▬▬ ▭ ▬ ▭ ▬▬ ▭▬ ▬ ▬▭ ▬▬▬ ▭ ▬ ▬▭▬ ▭▬ ▬▬ ▭ ▬ ▭ ▬▬ ▭▬ ▬ ▬▭ ▬▬▬ ▭ ▬ ▬▭▬ ▭▬ ▬▬ ▭ ▬ ▭ ▬▬ ▭▬ ▬ ▬▭ ▬▬▬ ▭ ▬ ▬▭▬ ▭▬ ▬▬ ▭ ▬ ▭ ▬▬ ▭▬ ▬ ▬▭ ▬▬▬ ▭ ▬ ▬▭▬ ▭▬ ▬▬ ▭ ▬ ▭ ▬▬ ▭▬ ▬ ▬▭ ▬▬▬ ▭ ▬ ▬▭▬ ▭▬ ▬▬ ▭ ▬ ▭ ▬▬ ▭▬ ▬ ▬▭ ▬▬▬ ▭ ▬ ▬▭▬ ▭▬ ▬▬ ▭ ▬ ▭ ▬▬ ▭▬ ▬ ▬▭ ▬▬▬ ▭ ▬ ▬▭▬ ▭▬ ▬▬ ▭ ▬ ▭ ▬▬ ▭▬ ▬ ▬▭ ▬▬▬ ▭ ▬ ▬▭▬ ▭▬ ▬▬ ▭ ▬ ▭ ▬▬ ▭▬ ▬ ▬▭ ▬▬▬ ▭ ▬ ▬▭▬ ▭▬ ▬▬ ▭ ▬ ▭ ▬▬ ▭▬ ▬ ▬▭ ▬▬▬ ▭ ▬ ▬▭▬ ▭▬ ▬▬ ▭ ▬ ▭ ▬▬ ▭▬ ▬ ▬▭ ▬▬▬ ▭ ▬ ▬▭▬ ▭▬ ▬▬ ▭ ▬ ▭ ▬▬ ▭▬ ▬ ▬▭ ▬▬▬ ▭ ▬ ▬▭▬ ▭▬ ▬▬ ▭ ▬ ▭ ▬▬ ▭▬ ▬ ▬▭ ▬▬▬ ▭ ▬ ▬▭▬ ▭▬ ▬▬ ▭ ▬ ▭ ▬▬ ▭▬ ▬ ▬▭ ▬▬▬ ▭ ▬ ▬▭▬ ▭▬ ▬▬ ▭ ▬ ▭ ▬▬ ▭▬ ▬ ▬▭ ▬▬▬ ▭ ▬ ▬▭▬ ▭▬ ▬▬ ▭ ▬ ▭ ▬▬ ▭▬ ▬ ▬▭ ▬▬▬ ▭ ▬ ▬▭▬ ▭▬ ▬▬ ▭ ▬ ▭ ▬▬ ▭▬ ▬ ▬▭ ▬▬▬ ▭ ▬ ▬▭▬ ▭▬ ▬▬ ▭ ▬ ▭ ▬▬ ▭▬ ▬ ▬▭ ▬▬▬ ▭ ▬ ▬▭▬ ▭▬ ▬▬ ▭ ▬ ▭ ▬▬ ▭▬ ▬ ▬▭ ▬▬▬ ▭ ▬ ▬▭▬ ▭▬ ▬▬ ▭ ▬ ▭ ▬▬ ▭▬ ▬ ▬▭ ▬▬▬ ▭ ▬ ▬▭▬ ▭▬ ▬▬ ▭ ▬ ▭ ▬▬ ▭▬ ▬ ▬▭ ▬▬▬ ▭ ▬ ▬▭▬ ▭▬ ▬▬ ▭ ▬ ▭ ▬▬ ▭▬ ▬ ▬▭ ▬▬▬ ▭ ▬ ▬▭▬ ▭▬ ▬▬ ▭ ▬ ▭ ▬▬ ▭▬ ▬ ▬▭ ▬▬▬ ▭ ▬ ▬▭▬ ▭▬ ▬▬ ▭ ▬ ▭ ▬▬ ▭▬ ▬ ▬▭ ▬▬▬ ▭ ▬ ▬▭▬ ▭▬ ▬▬ ▭ ▬ ▭ ▬▬ ▭▬ ▬ ▬▭ ▬▬▬ ▭ ▬ ▬▭▬ ▭▬ ▬▬ ▭ ▬ ▭ ▬▬ ▭▬ ▬ ▬▭ ▬▬▬ ▭ ▬ ▬▭▬ ▭▬ ▬▬ ▭: [347, 69, 493, 373]
body-text: ▬ ▭ ▬▬ ▭▬ ▬ ▬▭ ▬▬▬ ▭ ▬ ▬▭▬ ▭▬ ▬▬ ▭ ▬ ▭ ▬▬ ▭▬ ▬ ▬▭ ▬▬▬ ▭ ▬ ▬▭▬ ▭▬ ▬▬ ▭ ▬ ▭ ▬▬ ▭▬ ▬ ▬▭ ▬▬▬ ▭ ▬ ▬▭▬ ▭▬ ▬▬ ▭ ▬ ▭ ▬▬ ▭▬ ▬ ▬▭ ▬▬▬ ▭ ▬ ▬▭▬ ▭▬ ▬▬ ▭ ▬ ▭ ▬▬ ▭▬ ▬ ▬▭ ▬▬▬ ▭ ▬ ▬▭▬ ▭▬ ▬▬ ▭ ▬ ▭ ▬▬ ▭▬ ▬ ▬▭ ▬▬▬ ▭ ▬ ▬▭▬ ▭▬ ▬▬ ▭ ▬ ▭ ▬▬ ▭▬ ▬ ▬▭ ▬▬▬ ▭ ▬ ▬▭▬ ▭▬ ▬▬ ▭ ▬ ▭ ▬▬ ▭▬ ▬ ▬▭ ▬▬▬ ▭ ▬ ▬▭▬ ▭▬ ▬▬ ▭ ▬ ▭ ▬▬ ▭▬ ▬ ▬▭ ▬▬▬ ▭ ▬ ▬▭▬ ▭▬ ▬▬ ▭ ▬ ▭ ▬▬ ▭▬ ▬ ▬▭ ▬▬▬ ▭ ▬ ▬▭▬ ▭▬ ▬▬ ▭ ▬ ▭ ▬▬ ▭▬ ▬ ▬▭ ▬▬▬ ▭ ▬ ▬▭▬ ▭▬ ▬▬ ▭ ▬ ▭ ▬▬ ▭▬ ▬ ▬▭ ▬▬▬ ▭ ▬ ▬▭▬ ▭▬ ▬▬ ▭ ▬ ▭ ▬▬ ▭▬ ▬ ▬▭ ▬▬▬ ▭ ▬ ▬▭▬ ▭▬ ▬▬ ▭ ▬ ▭ ▬▬ ▭▬ ▬ ▬▭ ▬▬▬ ▭ ▬ ▬▭▬ ▭▬ ▬▬ ▭ ▬ ▭ ▬▬ ▭▬ ▬ ▬▭ ▬▬▬ ▭ ▬ ▬▭▬ ▭▬ ▬▬ ▭ ▬ ▭ ▬▬ ▭▬ ▬ ▬▭ ▬▬▬ ▭ ▬ ▬▭▬ ▭▬ ▬▬ ▭ ▬ ▭ ▬▬ ▭▬ ▬ ▬▭ ▬▬▬ ▭ ▬ ▬▭▬ ▭▬ ▬▬ ▭ ▬ ▭ ▬▬ ▭▬ ▬ ▬▭ ▬▬▬ ▭ ▬ ▬▭▬ ▭▬ ▬▬ ▭ ▬ ▭ ▬▬ ▭▬ ▬ ▬▭ ▬▬▬ ▭ ▬ ▬▭▬ ▭▬ ▬▬ ▭ ▬ ▭ ▬▬ ▭▬ ▬ ▬▭ ▬▬▬ ▭ ▬ ▬▭▬ ▭▬ ▬▬ ▭ ▬ ▭ ▬▬ ▭▬ ▬ ▬▭ ▬▬▬ ▭ ▬ ▬▭▬ ▭▬ ▬▬ ▭ ▬ ▭ ▬▬ ▭▬ ▬ ▬▭ ▬▬▬ ▭ ▬ ▬▭▬ ▭▬ ▬▬ ▭ ▬ ▭ ▬▬ ▭▬ ▬ ▬▭ ▬▬▬ ▭ ▬ ▬▭▬ ▭▬ ▬▬ ▭ ▬ ▭ ▬▬ ▭▬ ▬ ▬▭ ▬▬▬ ▭ ▬ ▬▭▬ ▭▬ ▬▬ ▭ ▬ ▭ ▬▬ ▭▬ ▬ ▬▭ ▬▬▬ ▭ ▬ ▬▭▬ ▭▬ ▬▬ ▭ ▬ ▭ ▬▬ ▭▬ ▬ ▬▭ ▬▬▬ ▭ ▬ ▬▭▬ ▭▬ ▬▬ ▭ ▬ ▭ ▬▬ ▭▬ ▬ ▬▭ ▬▬▬ ▭ ▬ ▬▭▬ ▭▬ ▬▬ ▭: [188, 307, 338, 367]
article-heading: Unser Geschoßhagel auf die französische Front.: [28, 112, 178, 128]
body-text: ▬ ▭ ▬▬ ▭▬ ▬ ▬▭ ▬▬▬ ▭ ▬ ▬▭▬ ▭▬ ▬▬ ▭ ▬ ▭ ▬▬ ▭▬ ▬ ▬▭ ▬▬▬ ▭ ▬ ▬▭▬ ▭▬ ▬▬ ▭ ▬ ▭ ▬▬ ▭▬ ▬ ▬▭ ▬▬▬ ▭ ▬ ▬▭▬ ▭▬ ▬▬ ▭ ▬ ▭ ▬▬ ▭▬ ▬ ▬▭ ▬▬▬ ▭ ▬ ▬▭▬ ▭▬ ▬▬ ▭ ▬ ▭ ▬▬ ▭▬ ▬ ▬▭ ▬▬▬ ▭ ▬ ▬▭▬ ▭▬ ▬▬ ▭ ▬ ▭ ▬▬ ▭▬ ▬ ▬▭ ▬▬▬ ▭ ▬ ▬▭▬ ▭▬ ▬▬ ▭ ▬ ▭ ▬▬ ▭▬ ▬ ▬▭ ▬▬▬ ▭ ▬ ▬▭▬ ▭▬ ▬▬ ▭ ▬ ▭ ▬▬ ▭▬ ▬ ▬▭ ▬▬▬ ▭ ▬ ▬▭▬ ▭▬ ▬▬ ▭ ▬ ▭ ▬▬ ▭▬ ▬ ▬▭ ▬▬▬ ▭ ▬ ▬▭▬ ▭▬ ▬▬ ▭ ▬ ▭ ▬▬ ▭▬ ▬ ▬▭ ▬▬▬ ▭ ▬ ▬▭▬ ▭▬ ▬▬ ▭ ▬ ▭ ▬▬ ▭▬ ▬ ▬▭ ▬▬▬ ▭ ▬ ▬▭▬ ▭▬ ▬▬ ▭ ▬ ▭ ▬▬ ▭▬ ▬ ▬▭ ▬▬▬ ▭ ▬ ▬▭▬ ▭▬ ▬▬ ▭ ▬ ▭ ▬▬ ▭▬ ▬ ▬▭ ▬▬▬ ▭ ▬ ▬▭▬ ▭▬ ▬▬ ▭ ▬ ▭ ▬▬ ▭▬ ▬ ▬▭ ▬▬▬ ▭ ▬ ▬▭▬ ▭▬ ▬▬ ▭ ▬ ▭ ▬▬ ▭▬ ▬ ▬▭ ▬▬▬ ▭ ▬ ▬▭▬ ▭▬ ▬▬ ▭ ▬ ▭ ▬▬ ▭▬ ▬ ▬▭ ▬▬▬ ▭ ▬ ▬▭▬ ▭▬ ▬▬ ▭ ▬ ▭ ▬▬ ▭▬ ▬ ▬▭ ▬▬▬ ▭ ▬ ▬▭▬ ▭▬ ▬▬ ▭ ▬ ▭ ▬▬ ▭▬ ▬ ▬▭ ▬▬▬ ▭ ▬ ▬▭▬ ▭▬ ▬▬ ▭ ▬ ▭ ▬▬ ▭▬ ▬ ▬▭ ▬▬▬ ▭ ▬ ▬▭▬ ▭▬ ▬▬ ▭ ▬ ▭ ▬▬ ▭▬ ▬ ▬▭ ▬▬▬ ▭ ▬ ▬▭▬ ▭▬ ▬▬ ▭ ▬ ▭ ▬▬ ▭▬ ▬ ▬▭ ▬▬▬ ▭ ▬ ▬▭▬ ▭▬ ▬▬ ▭ ▬ ▭ ▬▬ ▭▬ ▬ ▬▭ ▬▬▬ ▭ ▬ ▬▭▬ ▭▬ ▬▬ ▭ ▬ ▭ ▬▬ ▭▬ ▬ ▬▭ ▬▬▬ ▭ ▬ ▬▭▬ ▭▬ ▬▬ ▭ ▬ ▭ ▬▬ ▭▬ ▬ ▬▭ ▬▬▬ ▭ ▬ ▬▭▬ ▭▬ ▬▬ ▭ ▬ ▭ ▬▬ ▭▬ ▬ ▬▭ ▬▬▬ ▭ ▬ ▬▭▬ ▭▬ ▬▬ ▭ ▬ ▭ ▬▬ ▭▬ ▬ ▬▭ ▬▬▬ ▭ ▬ ▬▭▬ ▭▬ ▬▬ ▭ ▬ ▭ ▬▬ ▭▬ ▬ ▬▭ ▬▬▬ ▭ ▬ ▬▭▬ ▭▬ ▬▬ ▭ ▬ ▭ ▬▬ ▭▬ ▬ ▬▭ ▬▬▬ ▭ ▬ ▬▭▬ ▭▬ ▬▬ ▭ ▬ ▭ ▬▬ ▭▬ ▬ ▬▭ ▬▬▬ ▭ ▬ ▬▭▬ ▭▬ ▬▬ ▭ ▬ ▭ ▬▬ ▭▬ ▬ ▬▭ ▬▬▬ ▭ ▬ ▬▭▬ ▭▬ ▬▬ ▭ ▬ ▭ ▬▬ ▭▬ ▬ ▬▭ ▬▬▬ ▭ ▬ ▬▭▬ ▭▬ ▬▬ ▭ ▬ ▭ ▬▬ ▭▬ ▬ ▬▭ ▬▬▬ ▭ ▬ ▬▭▬ ▭▬ ▬▬ ▭ ▬ ▭ ▬▬ ▭▬ ▬ ▬▭ ▬▬▬ ▭ ▬ ▬▭▬ ▭▬ ▬▬ ▭ ▬ ▭ ▬▬ ▭▬ ▬ ▬▭ ▬▬▬ ▭ ▬ ▬▭▬ ▭▬ ▬▬ ▭ ▬ ▭ ▬▬ ▭▬ ▬ ▬▭ ▬▬▬ ▭ ▬ ▬▭▬ ▭▬ ▬▬ ▭ ▬ ▭ ▬▬ ▭▬ ▬ ▬▭ ▬▬▬ ▭ ▬ ▬▭▬ ▭▬ ▬▬ ▭ ▬ ▭ ▬▬ ▭▬ ▬ ▬▭ ▬▬▬ ▭ ▬ ▬▭▬ ▭▬ ▬▬ ▭ ▬ ▭ ▬▬ ▭▬ ▬ ▬▭ ▬▬▬ ▭ ▬ ▬▭▬ ▭▬ ▬▬ ▭ ▬ ▭ ▬▬ ▭▬ ▬ ▬▭ ▬▬▬ ▭ ▬ ▬▭▬ ▭▬ ▬▬ ▭ ▬ ▭ ▬▬ ▭▬ ▬ ▬▭ ▬▬▬ ▭ ▬ ▬▭▬ ▭▬ ▬▬ ▭ ▬ ▭ ▬▬ ▭▬ ▬ ▬▭ ▬▬▬ ▭ ▬ ▬▭▬ ▭▬ ▬▬ ▭ ▬ ▭ ▬▬ ▭▬ ▬ ▬▭ ▬▬▬ ▭ ▬ ▬▭▬ ▭▬ ▬▬ ▭ ▬ ▭ ▬▬ ▭▬ ▬ ▬▭ ▬▬▬ ▭ ▬ ▬▭▬ ▭▬ ▬▬ ▭ ▬ ▭ ▬▬ ▭▬ ▬ ▬▭ ▬▬▬ ▭ ▬ ▬▭▬ ▭▬ ▬▬ ▭ ▬ ▭ ▬▬ ▭▬ ▬ ▬▭ ▬▬▬ ▭ ▬ ▬▭▬ ▭▬ ▬▬ ▭ ▬ ▭ ▬▬ ▭▬ ▬ ▬▭ ▬▬▬ ▭ ▬ ▬▭▬ ▭▬ ▬▬ ▭ ▬ ▭ ▬▬ ▭▬ ▬ ▬▭ ▬▬▬ ▭ ▬ ▬▭▬ ▭▬ ▬▬ ▭ ▬ ▭ ▬▬ ▭▬ ▬ ▬▭ ▬▬▬ ▭ ▬ ▬▭▬ ▭▬ ▬▬ ▭ ▬ ▭ ▬▬ ▭▬ ▬ ▬▭ ▬▬▬ ▭ ▬ ▬▭▬ ▭▬ ▬▬ ▭ ▬ ▭ ▬▬ ▭▬ ▬ ▬▭ ▬▬▬ ▭ ▬ ▬▭▬ ▭▬ ▬▬ ▭ ▬ ▭ ▬▬ ▭▬ ▬ ▬▭ ▬▬▬ ▭ ▬ ▬▭▬ ▭▬ ▬▬ ▭ ▬ ▭ ▬▬ ▭▬ ▬ ▬▭ ▬▬▬ ▭ ▬ ▬▭▬ ▭▬ ▬▬ ▭ ▬ ▭ ▬▬ ▭▬ ▬ ▬▭ ▬▬▬ ▭ ▬ ▬▭▬ ▭▬ ▬▬ ▭ ▬ ▭ ▬▬ ▭▬ ▬ ▬▭ ▬▬▬ ▭ ▬ ▬▭▬ ▭▬ ▬▬ ▭: [28, 453, 178, 569]
article-heading: Paris im Bombenhagel?: [220, 193, 306, 202]
article-heading: Zur Beschießung von Paris.: [53, 571, 153, 580]
article-heading: 4617 Schiffe 1917 versenkt.: [361, 60, 479, 70]
article-heading: Kriegsabteil.: [239, 507, 287, 516]
article-subheading: Von der schweren Artillerie.: [74, 129, 132, 135]
